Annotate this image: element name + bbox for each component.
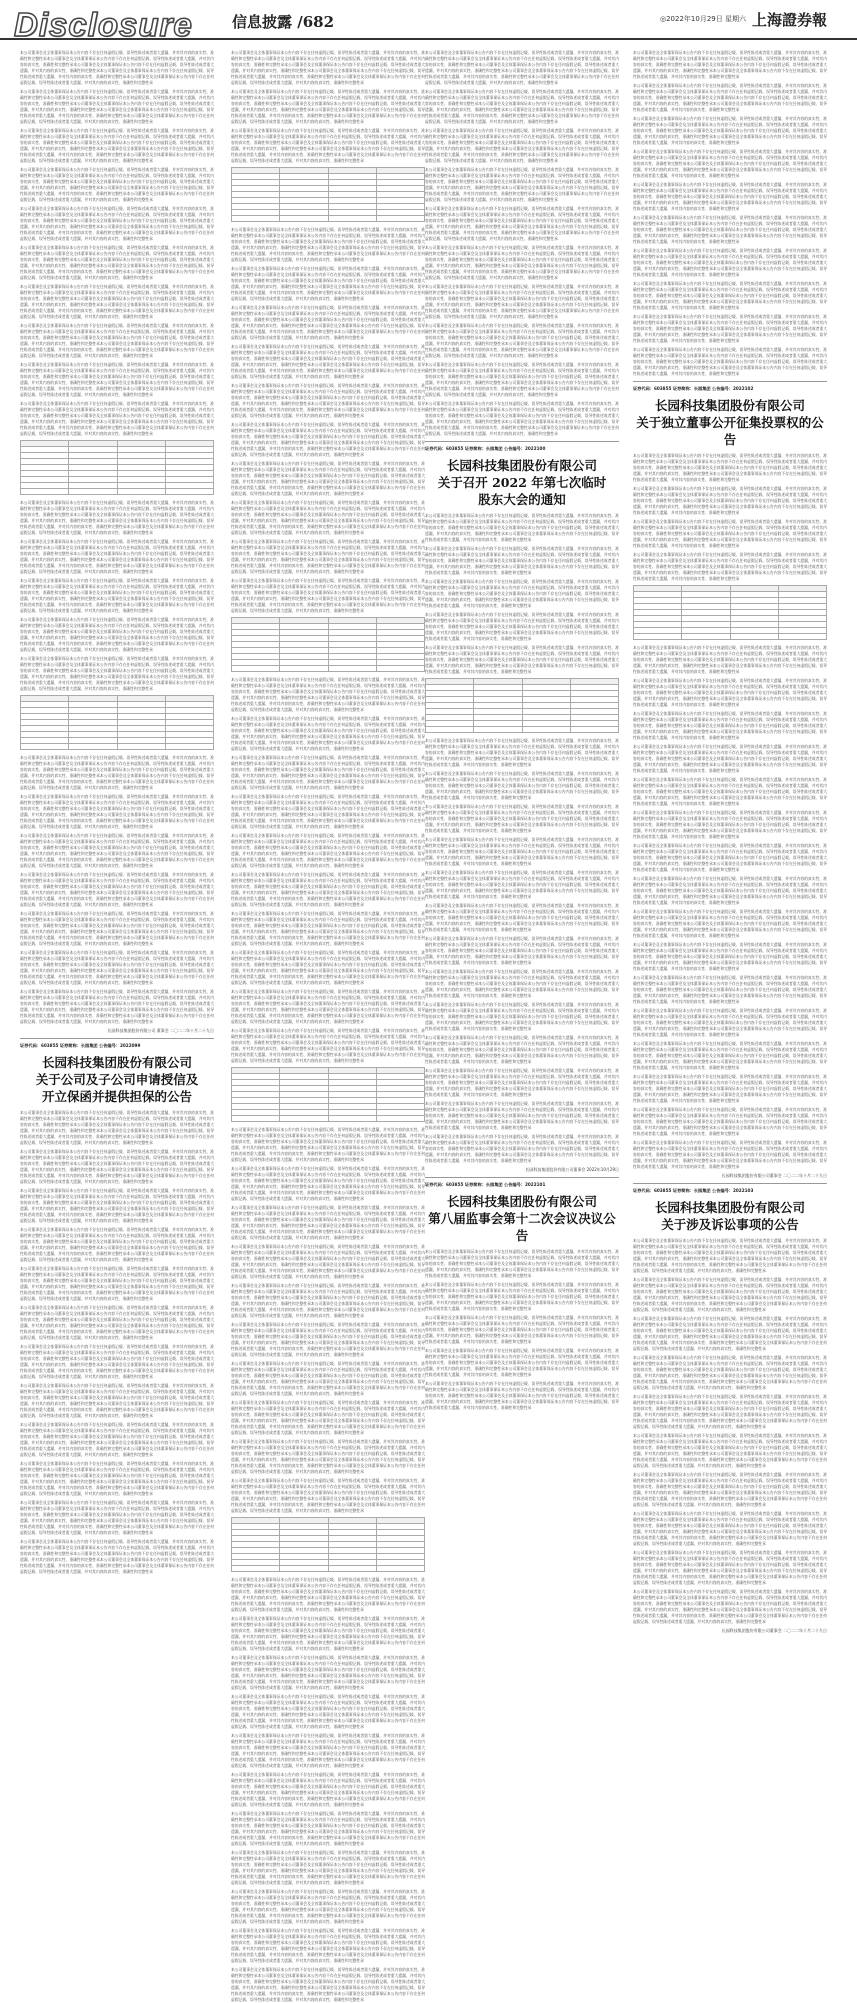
- paragraph: 本公司董事会及全体董事保证本公告内容不存在任何虚假记载、误导性陈述或者重大遗漏，并对其内容的真实性、准确性和完整性承本公司董事会及全体董事保证本公告内容不存在任何虚假记载、误导性陈述或者重大遗漏，并对其内容的真实性、准确性和完整性承本公司董事会及全体董事保证本公告内容不存在任何虚假记载、误导性陈述或者重大遗漏，并对其内容的真实性、准确性和完整性承本公司董事会及全体董事保证本公告内容不存在任何虚假记载、误导性陈述或者重大遗漏，并对其内容的真实性、准确性和完整性承本公司董事会及全体董事保证本公告内容不存在任何虚假记载、误导性陈述或者重大遗漏，并对其内容的真实性、准确性和完整性承: [231, 677, 425, 712]
- paragraph: 本公司董事会及全体董事保证本公告内容不存在任何虚假记载、误导性陈述或者重大遗漏，并对其内容的真实性、准确性和完整性承本公司董事会及全体董事保证本公告内容不存在任何虚假记载、误导性陈述或者重大遗漏，并对其内容的真实性、准确性和完整性承本公司董事会及全体董事保证本公告内容不存在任何虚假记载、误导性陈述或者重大遗漏，并对其内容的真实性、准确性和完整性承本公司董事会及全体董事保证本公告内容不存在任何虚假记载、误导性陈述或者重大遗漏，并对其内容的真实性、准确性和完整性承本公司董事会及全体董事保证本公告内容不存在任何虚假记载、误导性陈述或者重大遗漏，并对其内容的真实性、准确性和完整性承: [425, 50, 619, 85]
- paragraph: 本公司董事会及全体董事保证本公告内容不存在任何虚假记载、误导性陈述或者重大遗漏，并对其内容的真实性、准确性和完整性承本公司董事会及全体董事保证本公告内容不存在任何虚假记载、误导性陈述或者重大遗漏，并对其内容的真实性、准确性和完整性承本公司董事会及全体董事保证本公告内容不存在任何虚假记载、误导性陈述或者重大遗漏，并对其内容的真实性、准确性和完整性承本公司董事会及全体董事保证本公告内容不存在任何虚假记载、误导性陈述或者重大遗漏，并对其内容的真实性、准确性和完整性承: [425, 771, 619, 800]
- paragraph: 本公司董事会及全体董事保证本公告内容不存在任何虚假记载、误导性陈述或者重大遗漏，并对其内容的真实性、准确性和完整性承本公司董事会及全体董事保证本公告内容不存在任何虚假记载、误导性陈述或者重大遗漏，并对其内容的真实性、准确性和完整性承本公司董事会及全体董事保证本公告内容不存在任何虚假记载、误导性陈述或者重大遗漏，并对其内容的真实性、准确性和完整性承本公司董事会及全体董事保证本公告内容不存在任何虚假记载、误导性陈述或者重大遗漏，并对其内容的真实性、准确性和完整性承本公司董事会及全体董事保证本公告内容不存在任何虚假记载、误导性陈述或者重大遗漏，并对其内容的真实性、准确性和完整性承: [20, 245, 214, 280]
- paragraph: 本公司董事会及全体董事保证本公告内容不存在任何虚假记载、误导性陈述或者重大遗漏，并对其内容的真实性、准确性和完整性承本公司董事会及全体董事保证本公告内容不存在任何虚假记载、误导性陈述或者重大遗漏，并对其内容的真实性、准确性和完整性承本公司董事会及全体董事保证本公告内容不存在任何虚假记载、误导性陈述或者重大遗漏，并对其内容的真实性、准确性和完整性承本公司董事会及全体董事保证本公告内容不存在任何虚假记载、误导性陈述或者重大遗漏，并对其内容的真实性、准确性和完整性承本公司董事会及全体董事保证本公告内容不存在任何虚假记载、误导性陈述或者重大遗漏，并对其内容的真实性、准确性和完整性承: [20, 362, 214, 397]
- paragraph: 本公司董事会及全体董事保证本公告内容不存在任何虚假记载、误导性陈述或者重大遗漏，并对其内容的真实性、准确性和完整性承本公司董事会及全体董事保证本公告内容不存在任何虚假记载、误导性陈述或者重大遗漏，并对其内容的真实性、准确性和完整性承本公司董事会及全体董事保证本公告内容不存在任何虚假记载、误导性陈述或者重大遗漏，并对其内容的真实性、准确性和完整性承本公司董事会及全体董事保证本公告内容不存在任何虚假记载、误导性陈述或者重大遗漏，并对其内容的真实性、准确性和完整性承: [633, 711, 827, 740]
- data-table: [231, 1067, 425, 1122]
- paragraph: 本公司董事会及全体董事保证本公告内容不存在任何虚假记载、误导性陈述或者重大遗漏，并对其内容的真实性、准确性和完整性承本公司董事会及全体董事保证本公告内容不存在任何虚假记载、误导性陈述或者重大遗漏，并对其内容的真实性、准确性和完整性承本公司董事会及全体董事保证本公告内容不存在任何虚假记载、误导性陈述或者重大遗漏，并对其内容的真实性、准确性和完整性承本公司董事会及全体董事保证本公告内容不存在任何虚假记载、误导性陈述或者重大遗漏，并对其内容的真实性、准确性和完整性承本公司董事会及全体董事保证本公告内容不存在任何虚假记载、误导性陈述或者重大遗漏，并对其内容的真实性、准确性和完整性承: [425, 167, 619, 202]
- paragraph: 本公司董事会及全体董事保证本公告内容不存在任何虚假记载、误导性陈述或者重大遗漏，并对其内容的真实性、准确性和完整性承本公司董事会及全体董事保证本公告内容不存在任何虚假记载、误导性陈述或者重大遗漏，并对其内容的真实性、准确性和完整性承本公司董事会及全体董事保证本公告内容不存在任何虚假记载、误导性陈述或者重大遗漏，并对其内容的真实性、准确性和完整性承本公司董事会及全体董事保证本公告内容不存在任何虚假记载、误导性陈述或者重大遗漏，并对其内容的真实性、准确性和完整性承本公司董事会及全体董事保证本公告内容不存在任何虚假记载、误导性陈述或者重大遗漏，并对其内容的真实性、准确性和完整性承: [20, 950, 214, 985]
- paragraph: 本公司董事会及全体董事保证本公告内容不存在任何虚假记载、误导性陈述或者重大遗漏，并对其内容的真实性、准确性和完整性承本公司董事会及全体董事保证本公告内容不存在任何虚假记载、误导性陈述或者重大遗漏，并对其内容的真实性、准确性和完整性承本公司董事会及全体董事保证本公告内容不存在任何虚假记载、误导性陈述或者重大遗漏，并对其内容的真实性、准确性和完整性承本公司董事会及全体董事保证本公告内容不存在任何虚假记载、误导性陈述或者重大遗漏，并对其内容的真实性、准确性和完整性承本公司董事会及全体董事保证本公告内容不存在任何虚假记载、误导性陈述或者重大遗漏，并对其内容的真实性、准确性和完整性承: [633, 1511, 827, 1546]
- paragraph: 本公司董事会及全体董事保证本公告内容不存在任何虚假记载、误导性陈述或者重大遗漏，并对其内容的真实性、准确性和完整性承本公司董事会及全体董事保证本公告内容不存在任何虚假记载、误导性陈述或者重大遗漏，并对其内容的真实性、准确性和完整性承本公司董事会及全体董事保证本公告内容不存在任何虚假记载、误导性陈述或者重大遗漏，并对其内容的真实性、准确性和完整性承本公司董事会及全体董事保证本公告内容不存在任何虚假记载、误导性陈述或者重大遗漏，并对其内容的真实性、准确性和完整性承本公司董事会及全体董事保证本公告内容不存在任何虚假记载、误导性陈述或者重大遗漏，并对其内容的真实性、准确性和完整性承: [231, 539, 425, 574]
- paragraph: 本公司董事会及全体董事保证本公告内容不存在任何虚假记载、误导性陈述或者重大遗漏，并对其内容的真实性、准确性和完整性承本公司董事会及全体董事保证本公告内容不存在任何虚假记载、误导性陈述或者重大遗漏，并对其内容的真实性、准确性和完整性承本公司董事会及全体董事保证本公告内容不存在任何虚假记载、误导性陈述或者重大遗漏，并对其内容的真实性、准确性和完整性承本公司董事会及全体董事保证本公告内容不存在任何虚假记载、误导性陈述或者重大遗漏，并对其内容的真实性、准确性和完整性承本公司董事会及全体董事保证本公告内容不存在任何虚假记载、误导性陈述或者重大遗漏，并对其内容的真实性、准确性和完整性承: [20, 755, 214, 790]
- paragraph: 本公司董事会及全体董事保证本公告内容不存在任何虚假记载、误导性陈述或者重大遗漏，并对其内容的真实性、准确性和完整性承本公司董事会及全体董事保证本公告内容不存在任何虚假记载、误导性陈述或者重大遗漏，并对其内容的真实性、准确性和完整性承本公司董事会及全体董事保证本公告内容不存在任何虚假记载、误导性陈述或者重大遗漏，并对其内容的真实性、准确性和完整性承本公司董事会及全体董事保证本公告内容不存在任何虚假记载、误导性陈述或者重大遗漏，并对其内容的真实性、准确性和完整性承本公司董事会及全体董事保证本公告内容不存在任何虚假记载、误导性陈述或者重大遗漏，并对其内容的真实性、准确性和完整性承: [231, 911, 425, 946]
- paragraph: 本公司董事会及全体董事保证本公告内容不存在任何虚假记载、误导性陈述或者重大遗漏，并对其内容的真实性、准确性和完整性承本公司董事会及全体董事保证本公告内容不存在任何虚假记载、误导性陈述或者重大遗漏，并对其内容的真实性、准确性和完整性承本公司董事会及全体董事保证本公告内容不存在任何虚假记载、误导性陈述或者重大遗漏，并对其内容的真实性、准确性和完整性承本公司董事会及全体董事保证本公告内容不存在任何虚假记载、误导性陈述或者重大遗漏，并对其内容的真实性、准确性和完整性承: [425, 804, 619, 833]
- paragraph: 本公司董事会及全体董事保证本公告内容不存在任何虚假记载、误导性陈述或者重大遗漏，并对其内容的真实性、准确性和完整性承本公司董事会及全体董事保证本公告内容不存在任何虚假记载、误导性陈述或者重大遗漏，并对其内容的真实性、准确性和完整性承本公司董事会及全体董事保证本公告内容不存在任何虚假记载、误导性陈述或者重大遗漏，并对其内容的真实性、准确性和完整性承本公司董事会及全体董事保证本公告内容不存在任何虚假记载、误导性陈述或者重大遗漏，并对其内容的真实性、准确性和完整性承本公司董事会及全体董事保证本公告内容不存在任何虚假记载、误导性陈述或者重大遗漏，并对其内容的真实性、准确性和完整性承: [633, 1433, 827, 1468]
- paragraph: 本公司董事会及全体董事保证本公告内容不存在任何虚假记载、误导性陈述或者重大遗漏，并对其内容的真实性、准确性和完整性承本公司董事会及全体董事保证本公告内容不存在任何虚假记载、误导性陈述或者重大遗漏，并对其内容的真实性、准确性和完整性承本公司董事会及全体董事保证本公告内容不存在任何虚假记载、误导性陈述或者重大遗漏，并对其内容的真实性、准确性和完整性承本公司董事会及全体董事保证本公告内容不存在任何虚假记载、误导性陈述或者重大遗漏，并对其内容的真实性、准确性和完整性承本公司董事会及全体董事保证本公告内容不存在任何虚假记载、误导性陈述或者重大遗漏，并对其内容的真实性、准确性和完整性承: [231, 1322, 425, 1357]
- paragraph: 本公司董事会及全体董事保证本公告内容不存在任何虚假记载、误导性陈述或者重大遗漏，并对其内容的真实性、准确性和完整性承本公司董事会及全体董事保证本公告内容不存在任何虚假记载、误导性陈述或者重大遗漏，并对其内容的真实性、准确性和完整性承本公司董事会及全体董事保证本公告内容不存在任何虚假记载、误导性陈述或者重大遗漏，并对其内容的真实性、准确性和完整性承本公司董事会及全体董事保证本公告内容不存在任何虚假记载、误导性陈述或者重大遗漏，并对其内容的真实性、准确性和完整性承本公司董事会及全体董事保证本公告内容不存在任何虚假记载、误导性陈述或者重大遗漏，并对其内容的真实性、准确性和完整性承: [231, 266, 425, 301]
- paragraph: 本公司董事会及全体董事保证本公告内容不存在任何虚假记载、误导性陈述或者重大遗漏，并对其内容的真实性、准确性和完整性承本公司董事会及全体董事保证本公告内容不存在任何虚假记载、误导性陈述或者重大遗漏，并对其内容的真实性、准确性和完整性承本公司董事会及全体董事保证本公告内容不存在任何虚假记载、误导性陈述或者重大遗漏，并对其内容的真实性、准确性和完整性承本公司董事会及全体董事保证本公告内容不存在任何虚假记载、误导性陈述或者重大遗漏，并对其内容的真实性、准确性和完整性承本公司董事会及全体董事保证本公告内容不存在任何虚假记载、误导性陈述或者重大遗漏，并对其内容的真实性、准确性和完整性承: [20, 833, 214, 868]
- paragraph: 本公司董事会及全体董事保证本公告内容不存在任何虚假记载、误导性陈述或者重大遗漏，并对其内容的真实性、准确性和完整性承本公司董事会及全体董事保证本公告内容不存在任何虚假记载、误导性陈述或者重大遗漏，并对其内容的真实性、准确性和完整性承本公司董事会及全体董事保证本公告内容不存在任何虚假记载、误导性陈述或者重大遗漏，并对其内容的真实性、准确性和完整性承本公司董事会及全体董事保证本公告内容不存在任何虚假记载、误导性陈述或者重大遗漏，并对其内容的真实性、准确性和完整性承本公司董事会及全体董事保证本公告内容不存在任何虚假记载、误导性陈述或者重大遗漏，并对其内容的真实性、准确性和完整性承: [231, 1478, 425, 1513]
- paragraph: 本公司董事会及全体董事保证本公告内容不存在任何虚假记载、误导性陈述或者重大遗漏，并对其内容的真实性、准确性和完整性承本公司董事会及全体董事保证本公告内容不存在任何虚假记载、误导性陈述或者重大遗漏，并对其内容的真实性、准确性和完整性承本公司董事会及全体董事保证本公告内容不存在任何虚假记载、误导性陈述或者重大遗漏，并对其内容的真实性、准确性和完整性承本公司董事会及全体董事保证本公告内容不存在任何虚假记载、误导性陈述或者重大遗漏，并对其内容的真实性、准确性和完整性承本公司董事会及全体董事保证本公告内容不存在任何虚假记载、误导性陈述或者重大遗漏，并对其内容的真实性、准确性和完整性承: [425, 206, 619, 241]
- paragraph: 本公司董事会及全体董事保证本公告内容不存在任何虚假记载、误导性陈述或者重大遗漏，并对其内容的真实性、准确性和完整性承本公司董事会及全体董事保证本公告内容不存在任何虚假记载、误导性陈述或者重大遗漏，并对其内容的真实性、准确性和完整性承本公司董事会及全体董事保证本公告内容不存在任何虚假记载、误导性陈述或者重大遗漏，并对其内容的真实性、准确性和完整性承本公司董事会及全体董事保证本公告内容不存在任何虚假记载、误导性陈述或者重大遗漏，并对其内容的真实性、准确性和完整性承: [425, 1101, 619, 1130]
- paragraph: 本公司董事会及全体董事保证本公告内容不存在任何虚假记载、误导性陈述或者重大遗漏，并对其内容的真实性、准确性和完整性承本公司董事会及全体董事保证本公告内容不存在任何虚假记载、误导性陈述或者重大遗漏，并对其内容的真实性、准确性和完整性承本公司董事会及全体董事保证本公告内容不存在任何虚假记载、误导性陈述或者重大遗漏，并对其内容的真实性、准确性和完整性承本公司董事会及全体董事保证本公告内容不存在任何虚假记载、误导性陈述或者重大遗漏，并对其内容的真实性、准确性和完整性承本公司董事会及全体董事保证本公告内容不存在任何虚假记载、误导性陈述或者重大遗漏，并对其内容的真实性、准确性和完整性承: [633, 1472, 827, 1507]
- paragraph: 本公司董事会及全体董事保证本公告内容不存在任何虚假记载、误导性陈述或者重大遗漏，并对其内容的真实性、准确性和完整性承本公司董事会及全体董事保证本公告内容不存在任何虚假记载、误导性陈述或者重大遗漏，并对其内容的真实性、准确性和完整性承本公司董事会及全体董事保证本公告内容不存在任何虚假记载、误导性陈述或者重大遗漏，并对其内容的真实性、准确性和完整性承本公司董事会及全体董事保证本公告内容不存在任何虚假记载、误导性陈述或者重大遗漏，并对其内容的真实性、准确性和完整性承本公司董事会及全体董事保证本公告内容不存在任何虚假记载、误导性陈述或者重大遗漏，并对其内容的真实性、准确性和完整性承: [231, 989, 425, 1024]
- paragraph: 本公司董事会及全体董事保证本公告内容不存在任何虚假记载、误导性陈述或者重大遗漏，并对其内容的真实性、准确性和完整性承本公司董事会及全体董事保证本公告内容不存在任何虚假记载、误导性陈述或者重大遗漏，并对其内容的真实性、准确性和完整性承本公司董事会及全体董事保证本公告内容不存在任何虚假记载、误导性陈述或者重大遗漏，并对其内容的真实性、准确性和完整性承本公司董事会及全体董事保证本公告内容不存在任何虚假记载、误导性陈述或者重大遗漏，并对其内容的真实性、准确性和完整性承本公司董事会及全体董事保证本公告内容不存在任何虚假记载、误导性陈述或者重大遗漏，并对其内容的真实性、准确性和完整性承: [231, 227, 425, 262]
- paragraph: 本公司董事会及全体董事保证本公告内容不存在任何虚假记载、误导性陈述或者重大遗漏，并对其内容的真实性、准确性和完整性承本公司董事会及全体董事保证本公告内容不存在任何虚假记载、误导性陈述或者重大遗漏，并对其内容的真实性、准确性和完整性承本公司董事会及全体董事保证本公告内容不存在任何虚假记载、误导性陈述或者重大遗漏，并对其内容的真实性、准确性和完整性承本公司董事会及全体董事保证本公告内容不存在任何虚假记载、误导性陈述或者重大遗漏，并对其内容的真实性、准确性和完整性承本公司董事会及全体董事保证本公告内容不存在任何虚假记载、误导性陈述或者重大遗漏，并对其内容的真实性、准确性和完整性承: [231, 755, 425, 790]
- paragraph: 本公司董事会及全体董事保证本公告内容不存在任何虚假记载、误导性陈述或者重大遗漏，并对其内容的真实性、准确性和完整性承本公司董事会及全体董事保证本公告内容不存在任何虚假记载、误导性陈述或者重大遗漏，并对其内容的真实性、准确性和完整性承本公司董事会及全体董事保证本公告内容不存在任何虚假记载、误导性陈述或者重大遗漏，并对其内容的真实性、准确性和完整性承本公司董事会及全体董事保证本公告内容不存在任何虚假记载、误导性陈述或者重大遗漏，并对其内容的真实性、准确性和完整性承本公司董事会及全体董事保证本公告内容不存在任何虚假记载、误导性陈述或者重大遗漏，并对其内容的真实性、准确性和完整性承: [231, 1439, 425, 1474]
- divider: [633, 1183, 827, 1184]
- body-text-block: [425, 1249, 619, 1411]
- paragraph: 本公司董事会及全体董事保证本公告内容不存在任何虚假记载、误导性陈述或者重大遗漏，并对其内容的真实性、准确性和完整性承本公司董事会及全体董事保证本公告内容不存在任何虚假记载、误导性陈述或者重大遗漏，并对其内容的真实性、准确性和完整性承本公司董事会及全体董事保证本公告内容不存在任何虚假记载、误导性陈述或者重大遗漏，并对其内容的真实性、准确性和完整性承本公司董事会及全体董事保证本公告内容不存在任何虚假记载、误导性陈述或者重大遗漏，并对其内容的真实性、准确性和完整性承: [633, 810, 827, 839]
- paragraph: 本公司董事会及全体董事保证本公告内容不存在任何虚假记载、误导性陈述或者重大遗漏，并对其内容的真实性、准确性和完整性承本公司董事会及全体董事保证本公告内容不存在任何虚假记载、误导性陈述或者重大遗漏，并对其内容的真实性、准确性和完整性承本公司董事会及全体董事保证本公告内容不存在任何虚假记载、误导性陈述或者重大遗漏，并对其内容的真实性、准确性和完整性承本公司董事会及全体董事保证本公告内容不存在任何虚假记载、误导性陈述或者重大遗漏，并对其内容的真实性、准确性和完整性承本公司董事会及全体董事保证本公告内容不存在任何虚假记载、误导性陈述或者重大遗漏，并对其内容的真实性、准确性和完整性承: [20, 1539, 214, 1574]
- notice-meta: 证券代码：603855 证券简称：长园集团 公告编号：2022103: [633, 1188, 754, 1193]
- paragraph: 本公司董事会及全体董事保证本公告内容不存在任何虚假记载、误导性陈述或者重大遗漏，并对其内容的真实性、准确性和完整性承本公司董事会及全体董事保证本公告内容不存在任何虚假记载、误导性陈述或者重大遗漏，并对其内容的真实性、准确性和完整性承本公司董事会及全体董事保证本公告内容不存在任何虚假记载、误导性陈述或者重大遗漏，并对其内容的真实性、准确性和完整性承本公司董事会及全体董事保证本公告内容不存在任何虚假记载、误导性陈述或者重大遗漏，并对其内容的真实性、准确性和完整性承: [425, 837, 619, 866]
- paragraph: 本公司董事会及全体董事保证本公告内容不存在任何虚假记载、误导性陈述或者重大遗漏，并对其内容的真实性、准确性和完整性承本公司董事会及全体董事保证本公告内容不存在任何虚假记载、误导性陈述或者重大遗漏，并对其内容的真实性、准确性和完整性承本公司董事会及全体董事保证本公告内容不存在任何虚假记载、误导性陈述或者重大遗漏，并对其内容的真实性、准确性和完整性承本公司董事会及全体董事保证本公告内容不存在任何虚假记载、误导性陈述或者重大遗漏，并对其内容的真实性、准确性和完整性承本公司董事会及全体董事保证本公告内容不存在任何虚假记载、误导性陈述或者重大遗漏，并对其内容的真实性、准确性和完整性承: [231, 1733, 425, 1768]
- paragraph: 本公司董事会及全体董事保证本公告内容不存在任何虚假记载、误导性陈述或者重大遗漏，并对其内容的真实性、准确性和完整性承本公司董事会及全体董事保证本公告内容不存在任何虚假记载、误导性陈述或者重大遗漏，并对其内容的真实性、准确性和完整性承本公司董事会及全体董事保证本公告内容不存在任何虚假记载、误导性陈述或者重大遗漏，并对其内容的真实性、准确性和完整性承本公司董事会及全体董事保证本公告内容不存在任何虚假记载、误导性陈述或者重大遗漏，并对其内容的真实性、准确性和完整性承本公司董事会及全体董事保证本公告内容不存在任何虚假记载、误导性陈述或者重大遗漏，并对其内容的真实性、准确性和完整性承: [633, 1589, 827, 1624]
- paragraph: 本公司董事会及全体董事保证本公告内容不存在任何虚假记载、误导性陈述或者重大遗漏，并对其内容的真实性、准确性和完整性承本公司董事会及全体董事保证本公告内容不存在任何虚假记载、误导性陈述或者重大遗漏，并对其内容的真实性、准确性和完整性承本公司董事会及全体董事保证本公告内容不存在任何虚假记载、误导性陈述或者重大遗漏，并对其内容的真实性、准确性和完整性承本公司董事会及全体董事保证本公告内容不存在任何虚假记载、误导性陈述或者重大遗漏，并对其内容的真实性、准确性和完整性承本公司董事会及全体董事保证本公告内容不存在任何虚假记载、误导性陈述或者重大遗漏，并对其内容的真实性、准确性和完整性承: [231, 578, 425, 613]
- data-table: [425, 678, 619, 733]
- paragraph: 本公司董事会及全体董事保证本公告内容不存在任何虚假记载、误导性陈述或者重大遗漏，并对其内容的真实性、准确性和完整性承本公司董事会及全体董事保证本公告内容不存在任何虚假记载、误导性陈述或者重大遗漏，并对其内容的真实性、准确性和完整性承本公司董事会及全体董事保证本公告内容不存在任何虚假记载、误导性陈述或者重大遗漏，并对其内容的真实性、准确性和完整性承本公司董事会及全体董事保证本公告内容不存在任何虚假记载、误导性陈述或者重大遗漏，并对其内容的真实性、准确性和完整性承: [425, 1381, 619, 1410]
- data-table: [633, 585, 827, 640]
- data-table: [231, 617, 425, 672]
- notice-title-shareholders: 长园科技集团股份有限公司 关于召开 2022 年第七次临时 股东大会的通知: [437, 458, 607, 507]
- paragraph: 本公司董事会及全体董事保证本公告内容不存在任何虚假记载、误导性陈述或者重大遗漏，并对其内容的真实性、准确性和完整性承本公司董事会及全体董事保证本公告内容不存在任何虚假记载、误导性陈述或者重大遗漏，并对其内容的真实性、准确性和完整性承本公司董事会及全体董事保证本公告内容不存在任何虚假记载、误导性陈述或者重大遗漏，并对其内容的真实性、准确性和完整性承本公司董事会及全体董事保证本公告内容不存在任何虚假记载、误导性陈述或者重大遗漏，并对其内容的真实性、准确性和完整性承: [633, 248, 827, 277]
- paragraph: 本公司董事会及全体董事保证本公告内容不存在任何虚假记载、误导性陈述或者重大遗漏，并对其内容的真实性、准确性和完整性承本公司董事会及全体董事保证本公告内容不存在任何虚假记载、误导性陈述或者重大遗漏，并对其内容的真实性、准确性和完整性承本公司董事会及全体董事保证本公告内容不存在任何虚假记载、误导性陈述或者重大遗漏，并对其内容的真实性、准确性和完整性承本公司董事会及全体董事保证本公告内容不存在任何虚假记载、误导性陈述或者重大遗漏，并对其内容的真实性、准确性和完整性承本公司董事会及全体董事保证本公告内容不存在任何虚假记载、误导性陈述或者重大遗漏，并对其内容的真实性、准确性和完整性承: [425, 323, 619, 358]
- paragraph: 本公司董事会及全体董事保证本公告内容不存在任何虚假记载、误导性陈述或者重大遗漏，并对其内容的真实性、准确性和完整性承本公司董事会及全体董事保证本公告内容不存在任何虚假记载、误导性陈述或者重大遗漏，并对其内容的真实性、准确性和完整性承本公司董事会及全体董事保证本公告内容不存在任何虚假记载、误导性陈述或者重大遗漏，并对其内容的真实性、准确性和完整性承本公司董事会及全体董事保证本公告内容不存在任何虚假记载、误导性陈述或者重大遗漏，并对其内容的真实性、准确性和完整性承本公司董事会及全体董事保证本公告内容不存在任何虚假记载、误导性陈述或者重大遗漏，并对其内容的真实性、准确性和完整性承: [231, 1028, 425, 1063]
- paragraph: 本公司董事会及全体董事保证本公告内容不存在任何虚假记载、误导性陈述或者重大遗漏，并对其内容的真实性、准确性和完整性承本公司董事会及全体董事保证本公告内容不存在任何虚假记载、误导性陈述或者重大遗漏，并对其内容的真实性、准确性和完整性承本公司董事会及全体董事保证本公告内容不存在任何虚假记载、误导性陈述或者重大遗漏，并对其内容的真实性、准确性和完整性承本公司董事会及全体董事保证本公告内容不存在任何虚假记载、误导性陈述或者重大遗漏，并对其内容的真实性、准确性和完整性承: [633, 1140, 827, 1169]
- column-3: [425, 50, 619, 1410]
- data-table: [231, 167, 425, 222]
- notice-title-litigation: 长园科技集团股份有限公司 关于涉及诉讼事项的公告: [654, 1200, 805, 1232]
- paragraph: 本公司董事会及全体董事保证本公告内容不存在任何虚假记载、误导性陈述或者重大遗漏，并对其内容的真实性、准确性和完整性承本公司董事会及全体董事保证本公告内容不存在任何虚假记载、误导性陈述或者重大遗漏，并对其内容的真实性、准确性和完整性承本公司董事会及全体董事保证本公告内容不存在任何虚假记载、误导性陈述或者重大遗漏，并对其内容的真实性、准确性和完整性承本公司董事会及全体董事保证本公告内容不存在任何虚假记载、误导性陈述或者重大遗漏，并对其内容的真实性、准确性和完整性承: [633, 975, 827, 1004]
- paragraph: 本公司董事会及全体董事保证本公告内容不存在任何虚假记载、误导性陈述或者重大遗漏，并对其内容的真实性、准确性和完整性承本公司董事会及全体董事保证本公告内容不存在任何虚假记载、误导性陈述或者重大遗漏，并对其内容的真实性、准确性和完整性承本公司董事会及全体董事保证本公告内容不存在任何虚假记载、误导性陈述或者重大遗漏，并对其内容的真实性、准确性和完整性承本公司董事会及全体董事保证本公告内容不存在任何虚假记载、误导性陈述或者重大遗漏，并对其内容的真实性、准确性和完整性承本公司董事会及全体董事保证本公告内容不存在任何虚假记载、误导性陈述或者重大遗漏，并对其内容的真实性、准确性和完整性承: [231, 950, 425, 985]
- paragraph: 本公司董事会及全体董事保证本公告内容不存在任何虚假记载、误导性陈述或者重大遗漏，并对其内容的真实性、准确性和完整性承本公司董事会及全体董事保证本公告内容不存在任何虚假记载、误导性陈述或者重大遗漏，并对其内容的真实性、准确性和完整性承本公司董事会及全体董事保证本公告内容不存在任何虚假记载、误导性陈述或者重大遗漏，并对其内容的真实性、准确性和完整性承本公司董事会及全体董事保证本公告内容不存在任何虚假记载、误导性陈述或者重大遗漏，并对其内容的真实性、准确性和完整性承本公司董事会及全体董事保证本公告内容不存在任何虚假记载、误导性陈述或者重大遗漏，并对其内容的真实性、准确性和完整性承: [20, 1266, 214, 1301]
- paragraph: 本公司董事会及全体董事保证本公告内容不存在任何虚假记载、误导性陈述或者重大遗漏，并对其内容的真实性、准确性和完整性承本公司董事会及全体董事保证本公告内容不存在任何虚假记载、误导性陈述或者重大遗漏，并对其内容的真实性、准确性和完整性承本公司董事会及全体董事保证本公告内容不存在任何虚假记载、误导性陈述或者重大遗漏，并对其内容的真实性、准确性和完整性承本公司董事会及全体董事保证本公告内容不存在任何虚假记载、误导性陈述或者重大遗漏，并对其内容的真实性、准确性和完整性承本公司董事会及全体董事保证本公告内容不存在任何虚假记载、误导性陈述或者重大遗漏，并对其内容的真实性、准确性和完整性承: [231, 716, 425, 751]
- notice-title-supervisors: 长园科技集团股份有限公司 第八届监事会第十二次会议决议公告: [428, 1194, 616, 1243]
- paragraph: 本公司董事会及全体董事保证本公告内容不存在任何虚假记载、误导性陈述或者重大遗漏，并对其内容的真实性、准确性和完整性承本公司董事会及全体董事保证本公告内容不存在任何虚假记载、误导性陈述或者重大遗漏，并对其内容的真实性、准确性和完整性承本公司董事会及全体董事保证本公告内容不存在任何虚假记载、误导性陈述或者重大遗漏，并对其内容的真实性、准确性和完整性承本公司董事会及全体董事保证本公告内容不存在任何虚假记载、误导性陈述或者重大遗漏，并对其内容的真实性、准确性和完整性承: [633, 519, 827, 548]
- body-text-block: [425, 513, 619, 1164]
- paragraph: 本公司董事会及全体董事保证本公告内容不存在任何虚假记载、误导性陈述或者重大遗漏，并对其内容的真实性、准确性和完整性承本公司董事会及全体董事保证本公告内容不存在任何虚假记载、误导性陈述或者重大遗漏，并对其内容的真实性、准确性和完整性承本公司董事会及全体董事保证本公告内容不存在任何虚假记载、误导性陈述或者重大遗漏，并对其内容的真实性、准确性和完整性承本公司董事会及全体董事保证本公告内容不存在任何虚假记载、误导性陈述或者重大遗漏，并对其内容的真实性、准确性和完整性承本公司董事会及全体董事保证本公告内容不存在任何虚假记载、误导性陈述或者重大遗漏，并对其内容的真实性、准确性和完整性承: [231, 89, 425, 124]
- paragraph: 本公司董事会及全体董事保证本公告内容不存在任何虚假记载、误导性陈述或者重大遗漏，并对其内容的真实性、准确性和完整性承本公司董事会及全体董事保证本公告内容不存在任何虚假记载、误导性陈述或者重大遗漏，并对其内容的真实性、准确性和完整性承本公司董事会及全体董事保证本公告内容不存在任何虚假记载、误导性陈述或者重大遗漏，并对其内容的真实性、准确性和完整性承本公司董事会及全体董事保证本公告内容不存在任何虚假记载、误导性陈述或者重大遗漏，并对其内容的真实性、准确性和完整性承本公司董事会及全体董事保证本公告内容不存在任何虚假记载、误导性陈述或者重大遗漏，并对其内容的真实性、准确性和完整性承: [231, 1361, 425, 1396]
- paragraph: 本公司董事会及全体董事保证本公告内容不存在任何虚假记载、误导性陈述或者重大遗漏，并对其内容的真实性、准确性和完整性承本公司董事会及全体董事保证本公告内容不存在任何虚假记载、误导性陈述或者重大遗漏，并对其内容的真实性、准确性和完整性承本公司董事会及全体董事保证本公告内容不存在任何虚假记载、误导性陈述或者重大遗漏，并对其内容的真实性、准确性和完整性承本公司董事会及全体董事保证本公告内容不存在任何虚假记载、误导性陈述或者重大遗漏，并对其内容的真实性、准确性和完整性承: [425, 870, 619, 899]
- column-4: [633, 50, 827, 1633]
- paragraph: 本公司董事会及全体董事保证本公告内容不存在任何虚假记载、误导性陈述或者重大遗漏，并对其内容的真实性、准确性和完整性承本公司董事会及全体董事保证本公告内容不存在任何虚假记载、误导性陈述或者重大遗漏，并对其内容的真实性、准确性和完整性承本公司董事会及全体董事保证本公告内容不存在任何虚假记载、误导性陈述或者重大遗漏，并对其内容的真实性、准确性和完整性承本公司董事会及全体董事保证本公告内容不存在任何虚假记载、误导性陈述或者重大遗漏，并对其内容的真实性、准确性和完整性承: [633, 314, 827, 343]
- paragraph: 本公司董事会及全体董事保证本公告内容不存在任何虚假记载、误导性陈述或者重大遗漏，并对其内容的真实性、准确性和完整性承本公司董事会及全体董事保证本公告内容不存在任何虚假记载、误导性陈述或者重大遗漏，并对其内容的真实性、准确性和完整性承本公司董事会及全体董事保证本公告内容不存在任何虚假记载、误导性陈述或者重大遗漏，并对其内容的真实性、准确性和完整性承本公司董事会及全体董事保证本公告内容不存在任何虚假记载、误导性陈述或者重大遗漏，并对其内容的真实性、准确性和完整性承: [425, 936, 619, 965]
- paragraph: 本公司董事会及全体董事保证本公告内容不存在任何虚假记载、误导性陈述或者重大遗漏，并对其内容的真实性、准确性和完整性承本公司董事会及全体董事保证本公告内容不存在任何虚假记载、误导性陈述或者重大遗漏，并对其内容的真实性、准确性和完整性承本公司董事会及全体董事保证本公告内容不存在任何虚假记载、误导性陈述或者重大遗漏，并对其内容的真实性、准确性和完整性承本公司董事会及全体董事保证本公告内容不存在任何虚假记载、误导性陈述或者重大遗漏，并对其内容的真实性、准确性和完整性承: [425, 1348, 619, 1377]
- paragraph: 本公司董事会及全体董事保证本公告内容不存在任何虚假记载、误导性陈述或者重大遗漏，并对其内容的真实性、准确性和完整性承本公司董事会及全体董事保证本公告内容不存在任何虚假记载、误导性陈述或者重大遗漏，并对其内容的真实性、准确性和完整性承本公司董事会及全体董事保证本公告内容不存在任何虚假记载、误导性陈述或者重大遗漏，并对其内容的真实性、准确性和完整性承本公司董事会及全体董事保证本公告内容不存在任何虚假记载、误导性陈述或者重大遗漏，并对其内容的真实性、准确性和完整性承: [633, 909, 827, 938]
- notice-signature: 长园科技集团股份有限公司 董事会 二〇二二年十月二十九日: [107, 1028, 214, 1033]
- notice-title-proxy: 长园科技集团股份有限公司 关于独立董事公开征集投票权的公告: [636, 398, 824, 447]
- paragraph: 本公司董事会及全体董事保证本公告内容不存在任何虚假记载、误导性陈述或者重大遗漏，并对其内容的真实性、准确性和完整性承本公司董事会及全体董事保证本公告内容不存在任何虚假记载、误导性陈述或者重大遗漏，并对其内容的真实性、准确性和完整性承本公司董事会及全体董事保证本公告内容不存在任何虚假记载、误导性陈述或者重大遗漏，并对其内容的真实性、准确性和完整性承本公司董事会及全体董事保证本公告内容不存在任何虚假记载、误导性陈述或者重大遗漏，并对其内容的真实性、准确性和完整性承本公司董事会及全体董事保证本公告内容不存在任何虚假记载、误导性陈述或者重大遗漏，并对其内容的真实性、准确性和完整性承: [20, 50, 214, 85]
- paragraph: 本公司董事会及全体董事保证本公告内容不存在任何虚假记载、误导性陈述或者重大遗漏，并对其内容的真实性、准确性和完整性承本公司董事会及全体董事保证本公告内容不存在任何虚假记载、误导性陈述或者重大遗漏，并对其内容的真实性、准确性和完整性承本公司董事会及全体董事保证本公告内容不存在任何虚假记载、误导性陈述或者重大遗漏，并对其内容的真实性、准确性和完整性承本公司董事会及全体董事保证本公告内容不存在任何虚假记载、误导性陈述或者重大遗漏，并对其内容的真实性、准确性和完整性承: [633, 678, 827, 707]
- paragraph: 本公司董事会及全体董事保证本公告内容不存在任何虚假记载、误导性陈述或者重大遗漏，并对其内容的真实性、准确性和完整性承本公司董事会及全体董事保证本公告内容不存在任何虚假记载、误导性陈述或者重大遗漏，并对其内容的真实性、准确性和完整性承本公司董事会及全体董事保证本公告内容不存在任何虚假记载、误导性陈述或者重大遗漏，并对其内容的真实性、准确性和完整性承本公司董事会及全体董事保证本公告内容不存在任何虚假记载、误导性陈述或者重大遗漏，并对其内容的真实性、准确性和完整性承本公司董事会及全体董事保证本公告内容不存在任何虚假记载、误导性陈述或者重大遗漏，并对其内容的真实性、准确性和完整性承: [20, 539, 214, 574]
- paragraph: 本公司董事会及全体董事保证本公告内容不存在任何虚假记载、误导性陈述或者重大遗漏，并对其内容的真实性、准确性和完整性承本公司董事会及全体董事保证本公告内容不存在任何虚假记载、误导性陈述或者重大遗漏，并对其内容的真实性、准确性和完整性承本公司董事会及全体董事保证本公告内容不存在任何虚假记载、误导性陈述或者重大遗漏，并对其内容的真实性、准确性和完整性承本公司董事会及全体董事保证本公告内容不存在任何虚假记载、误导性陈述或者重大遗漏，并对其内容的真实性、准确性和完整性承: [425, 645, 619, 674]
- paragraph: 本公司董事会及全体董事保证本公告内容不存在任何虚假记载、误导性陈述或者重大遗漏，并对其内容的真实性、准确性和完整性承本公司董事会及全体董事保证本公告内容不存在任何虚假记载、误导性陈述或者重大遗漏，并对其内容的真实性、准确性和完整性承本公司董事会及全体董事保证本公告内容不存在任何虚假记载、误导性陈述或者重大遗漏，并对其内容的真实性、准确性和完整性承本公司董事会及全体董事保证本公告内容不存在任何虚假记载、误导性陈述或者重大遗漏，并对其内容的真实性、准确性和完整性承本公司董事会及全体董事保证本公告内容不存在任何虚假记载、误导性陈述或者重大遗漏，并对其内容的真实性、准确性和完整性承: [20, 656, 214, 691]
- paragraph: 本公司董事会及全体董事保证本公告内容不存在任何虚假记载、误导性陈述或者重大遗漏，并对其内容的真实性、准确性和完整性承本公司董事会及全体董事保证本公告内容不存在任何虚假记载、误导性陈述或者重大遗漏，并对其内容的真实性、准确性和完整性承本公司董事会及全体董事保证本公告内容不存在任何虚假记载、误导性陈述或者重大遗漏，并对其内容的真实性、准确性和完整性承本公司董事会及全体董事保证本公告内容不存在任何虚假记载、误导性陈述或者重大遗漏，并对其内容的真实性、准确性和完整性承本公司董事会及全体董事保证本公告内容不存在任何虚假记载、误导性陈述或者重大遗漏，并对其内容的真实性、准确性和完整性承: [231, 1577, 425, 1612]
- paragraph: 本公司董事会及全体董事保证本公告内容不存在任何虚假记载、误导性陈述或者重大遗漏，并对其内容的真实性、准确性和完整性承本公司董事会及全体董事保证本公告内容不存在任何虚假记载、误导性陈述或者重大遗漏，并对其内容的真实性、准确性和完整性承本公司董事会及全体董事保证本公告内容不存在任何虚假记载、误导性陈述或者重大遗漏，并对其内容的真实性、准确性和完整性承本公司董事会及全体董事保证本公告内容不存在任何虚假记载、误导性陈述或者重大遗漏，并对其内容的真实性、准确性和完整性承: [633, 215, 827, 244]
- paragraph: 本公司董事会及全体董事保证本公告内容不存在任何虚假记载、误导性陈述或者重大遗漏，并对其内容的真实性、准确性和完整性承本公司董事会及全体董事保证本公告内容不存在任何虚假记载、误导性陈述或者重大遗漏，并对其内容的真实性、准确性和完整性承本公司董事会及全体董事保证本公告内容不存在任何虚假记载、误导性陈述或者重大遗漏，并对其内容的真实性、准确性和完整性承本公司董事会及全体董事保证本公告内容不存在任何虚假记载、误导性陈述或者重大遗漏，并对其内容的真实性、准确性和完整性承本公司董事会及全体董事保证本公告内容不存在任何虚假记载、误导性陈述或者重大遗漏，并对其内容的真实性、准确性和完整性承: [231, 1166, 425, 1201]
- paragraph: 本公司董事会及全体董事保证本公告内容不存在任何虚假记载、误导性陈述或者重大遗漏，并对其内容的真实性、准确性和完整性承本公司董事会及全体董事保证本公告内容不存在任何虚假记载、误导性陈述或者重大遗漏，并对其内容的真实性、准确性和完整性承本公司董事会及全体董事保证本公告内容不存在任何虚假记载、误导性陈述或者重大遗漏，并对其内容的真实性、准确性和完整性承本公司董事会及全体董事保证本公告内容不存在任何虚假记载、误导性陈述或者重大遗漏，并对其内容的真实性、准确性和完整性承本公司董事会及全体董事保证本公告内容不存在任何虚假记载、误导性陈述或者重大遗漏，并对其内容的真实性、准确性和完整性承: [20, 1305, 214, 1340]
- notice-meta: 证券代码：603855 证券简称：长园集团 公告编号：2022100: [425, 446, 546, 451]
- paragraph: 本公司董事会及全体董事保证本公告内容不存在任何虚假记载、误导性陈述或者重大遗漏，并对其内容的真实性、准确性和完整性承本公司董事会及全体董事保证本公告内容不存在任何虚假记载、误导性陈述或者重大遗漏，并对其内容的真实性、准确性和完整性承本公司董事会及全体董事保证本公告内容不存在任何虚假记载、误导性陈述或者重大遗漏，并对其内容的真实性、准确性和完整性承本公司董事会及全体董事保证本公告内容不存在任何虚假记载、误导性陈述或者重大遗漏，并对其内容的真实性、准确性和完整性承本公司董事会及全体董事保证本公告内容不存在任何虚假记载、误导性陈述或者重大遗漏，并对其内容的真实性、准确性和完整性承: [231, 1694, 425, 1729]
- paragraph: 本公司董事会及全体董事保证本公告内容不存在任何虚假记载、误导性陈述或者重大遗漏，并对其内容的真实性、准确性和完整性承本公司董事会及全体董事保证本公告内容不存在任何虚假记载、误导性陈述或者重大遗漏，并对其内容的真实性、准确性和完整性承本公司董事会及全体董事保证本公告内容不存在任何虚假记载、误导性陈述或者重大遗漏，并对其内容的真实性、准确性和完整性承本公司董事会及全体董事保证本公告内容不存在任何虚假记载、误导性陈述或者重大遗漏，并对其内容的真实性、准确性和完整性承本公司董事会及全体董事保证本公告内容不存在任何虚假记载、误导性陈述或者重大遗漏，并对其内容的真实性、准确性和完整性承: [20, 1344, 214, 1379]
- paragraph: 本公司董事会及全体董事保证本公告内容不存在任何虚假记载、误导性陈述或者重大遗漏，并对其内容的真实性、准确性和完整性承本公司董事会及全体董事保证本公告内容不存在任何虚假记载、误导性陈述或者重大遗漏，并对其内容的真实性、准确性和完整性承本公司董事会及全体董事保证本公告内容不存在任何虚假记载、误导性陈述或者重大遗漏，并对其内容的真实性、准确性和完整性承本公司董事会及全体董事保证本公告内容不存在任何虚假记载、误导性陈述或者重大遗漏，并对其内容的真实性、准确性和完整性承本公司董事会及全体董事保证本公告内容不存在任何虚假记载、误导性陈述或者重大遗漏，并对其内容的真实性、准确性和完整性承: [20, 911, 214, 946]
- paragraph: 本公司董事会及全体董事保证本公告内容不存在任何虚假记载、误导性陈述或者重大遗漏，并对其内容的真实性、准确性和完整性承本公司董事会及全体董事保证本公告内容不存在任何虚假记载、误导性陈述或者重大遗漏，并对其内容的真实性、准确性和完整性承本公司董事会及全体董事保证本公告内容不存在任何虚假记载、误导性陈述或者重大遗漏，并对其内容的真实性、准确性和完整性承本公司董事会及全体董事保证本公告内容不存在任何虚假记载、误导性陈述或者重大遗漏，并对其内容的真实性、准确性和完整性承本公司董事会及全体董事保证本公告内容不存在任何虚假记载、误导性陈述或者重大遗漏，并对其内容的真实性、准确性和完整性承: [20, 1383, 214, 1418]
- notice-signature: 长园科技集团股份有限公司董事会 二〇二二年十月二十九日: [721, 1628, 827, 1633]
- paragraph: 本公司董事会及全体董事保证本公告内容不存在任何虚假记载、误导性陈述或者重大遗漏，并对其内容的真实性、准确性和完整性承本公司董事会及全体董事保证本公告内容不存在任何虚假记载、误导性陈述或者重大遗漏，并对其内容的真实性、准确性和完整性承本公司董事会及全体董事保证本公告内容不存在任何虚假记载、误导性陈述或者重大遗漏，并对其内容的真实性、准确性和完整性承本公司董事会及全体董事保证本公告内容不存在任何虚假记载、误导性陈述或者重大遗漏，并对其内容的真实性、准确性和完整性承: [425, 738, 619, 767]
- paragraph: 本公司董事会及全体董事保证本公告内容不存在任何虚假记载、误导性陈述或者重大遗漏，并对其内容的真实性、准确性和完整性承本公司董事会及全体董事保证本公告内容不存在任何虚假记载、误导性陈述或者重大遗漏，并对其内容的真实性、准确性和完整性承本公司董事会及全体董事保证本公告内容不存在任何虚假记载、误导性陈述或者重大遗漏，并对其内容的真实性、准确性和完整性承本公司董事会及全体董事保证本公告内容不存在任何虚假记载、误导性陈述或者重大遗漏，并对其内容的真实性、准确性和完整性承: [633, 149, 827, 178]
- section-title: 信息披露 /682: [232, 13, 335, 31]
- divider: [425, 1177, 619, 1178]
- paragraph: 本公司董事会及全体董事保证本公告内容不存在任何虚假记载、误导性陈述或者重大遗漏，并对其内容的真实性、准确性和完整性承本公司董事会及全体董事保证本公告内容不存在任何虚假记载、误导性陈述或者重大遗漏，并对其内容的真实性、准确性和完整性承本公司董事会及全体董事保证本公告内容不存在任何虚假记载、误导性陈述或者重大遗漏，并对其内容的真实性、准确性和完整性承本公司董事会及全体董事保证本公告内容不存在任何虚假记载、误导性陈述或者重大遗漏，并对其内容的真实性、准确性和完整性承本公司董事会及全体董事保证本公告内容不存在任何虚假记载、误导性陈述或者重大遗漏，并对其内容的真实性、准确性和完整性承: [231, 872, 425, 907]
- paragraph: 本公司董事会及全体董事保证本公告内容不存在任何虚假记载、误导性陈述或者重大遗漏，并对其内容的真实性、准确性和完整性承本公司董事会及全体董事保证本公告内容不存在任何虚假记载、误导性陈述或者重大遗漏，并对其内容的真实性、准确性和完整性承本公司董事会及全体董事保证本公告内容不存在任何虚假记载、误导性陈述或者重大遗漏，并对其内容的真实性、准确性和完整性承本公司董事会及全体董事保证本公告内容不存在任何虚假记载、误导性陈述或者重大遗漏，并对其内容的真实性、准确性和完整性承本公司董事会及全体董事保证本公告内容不存在任何虚假记载、误导性陈述或者重大遗漏，并对其内容的真实性、准确性和完整性承: [231, 1244, 425, 1279]
- paragraph: 本公司董事会及全体董事保证本公告内容不存在任何虚假记载、误导性陈述或者重大遗漏，并对其内容的真实性、准确性和完整性承本公司董事会及全体董事保证本公告内容不存在任何虚假记载、误导性陈述或者重大遗漏，并对其内容的真实性、准确性和完整性承本公司董事会及全体董事保证本公告内容不存在任何虚假记载、误导性陈述或者重大遗漏，并对其内容的真实性、准确性和完整性承本公司董事会及全体董事保证本公告内容不存在任何虚假记载、误导性陈述或者重大遗漏，并对其内容的真实性、准确性和完整性承本公司董事会及全体董事保证本公告内容不存在任何虚假记载、误导性陈述或者重大遗漏，并对其内容的真实性、准确性和完整性承: [20, 1422, 214, 1457]
- paragraph: 本公司董事会及全体董事保证本公告内容不存在任何虚假记载、误导性陈述或者重大遗漏，并对其内容的真实性、准确性和完整性承本公司董事会及全体董事保证本公告内容不存在任何虚假记载、误导性陈述或者重大遗漏，并对其内容的真实性、准确性和完整性承本公司董事会及全体董事保证本公告内容不存在任何虚假记载、误导性陈述或者重大遗漏，并对其内容的真实性、准确性和完整性承本公司董事会及全体董事保证本公告内容不存在任何虚假记载、误导性陈述或者重大遗漏，并对其内容的真实性、准确性和完整性承: [633, 777, 827, 806]
- paragraph: 本公司董事会及全体董事保证本公告内容不存在任何虚假记载、误导性陈述或者重大遗漏，并对其内容的真实性、准确性和完整性承本公司董事会及全体董事保证本公告内容不存在任何虚假记载、误导性陈述或者重大遗漏，并对其内容的真实性、准确性和完整性承本公司董事会及全体董事保证本公告内容不存在任何虚假记载、误导性陈述或者重大遗漏，并对其内容的真实性、准确性和完整性承本公司董事会及全体董事保证本公告内容不存在任何虚假记载、误导性陈述或者重大遗漏，并对其内容的真实性、准确性和完整性承: [425, 903, 619, 932]
- paragraph: 本公司董事会及全体董事保证本公告内容不存在任何虚假记载、误导性陈述或者重大遗漏，并对其内容的真实性、准确性和完整性承本公司董事会及全体董事保证本公告内容不存在任何虚假记载、误导性陈述或者重大遗漏，并对其内容的真实性、准确性和完整性承本公司董事会及全体董事保证本公告内容不存在任何虚假记载、误导性陈述或者重大遗漏，并对其内容的真实性、准确性和完整性承本公司董事会及全体董事保证本公告内容不存在任何虚假记载、误导性陈述或者重大遗漏，并对其内容的真实性、准确性和完整性承: [633, 1074, 827, 1103]
- notice-title-guarantee: 长园科技集团股份有限公司 关于公司及子公司申请授信及 开立保函并提供担保的公告: [35, 1055, 199, 1104]
- data-table: [20, 695, 214, 750]
- paragraph: 本公司董事会及全体董事保证本公告内容不存在任何虚假记载、误导性陈述或者重大遗漏，并对其内容的真实性、准确性和完整性承本公司董事会及全体董事保证本公告内容不存在任何虚假记载、误导性陈述或者重大遗漏，并对其内容的真实性、准确性和完整性承本公司董事会及全体董事保证本公告内容不存在任何虚假记载、误导性陈述或者重大遗漏，并对其内容的真实性、准确性和完整性承本公司董事会及全体董事保证本公告内容不存在任何虚假记载、误导性陈述或者重大遗漏，并对其内容的真实性、准确性和完整性承本公司董事会及全体董事保证本公告内容不存在任何虚假记载、误导性陈述或者重大遗漏，并对其内容的真实性、准确性和完整性承: [231, 1772, 425, 1807]
- paragraph: 本公司董事会及全体董事保证本公告内容不存在任何虚假记载、误导性陈述或者重大遗漏，并对其内容的真实性、准确性和完整性承本公司董事会及全体董事保证本公告内容不存在任何虚假记载、误导性陈述或者重大遗漏，并对其内容的真实性、准确性和完整性承本公司董事会及全体董事保证本公告内容不存在任何虚假记载、误导性陈述或者重大遗漏，并对其内容的真实性、准确性和完整性承本公司董事会及全体董事保证本公告内容不存在任何虚假记载、误导性陈述或者重大遗漏，并对其内容的真实性、准确性和完整性承: [633, 486, 827, 515]
- paragraph: 本公司董事会及全体董事保证本公告内容不存在任何虚假记载、误导性陈述或者重大遗漏，并对其内容的真实性、准确性和完整性承本公司董事会及全体董事保证本公告内容不存在任何虚假记载、误导性陈述或者重大遗漏，并对其内容的真实性、准确性和完整性承本公司董事会及全体董事保证本公告内容不存在任何虚假记载、误导性陈述或者重大遗漏，并对其内容的真实性、准确性和完整性承本公司董事会及全体董事保证本公告内容不存在任何虚假记载、误导性陈述或者重大遗漏，并对其内容的真实性、准确性和完整性承本公司董事会及全体董事保证本公告内容不存在任何虚假记载、误导性陈述或者重大遗漏，并对其内容的真实性、准确性和完整性承: [20, 206, 214, 241]
- notice-meta: 证券代码：603855 证券简称：长园集团 公告编号：2022102: [633, 386, 754, 391]
- paragraph: 本公司董事会及全体董事保证本公告内容不存在任何虚假记载、误导性陈述或者重大遗漏，并对其内容的真实性、准确性和完整性承本公司董事会及全体董事保证本公告内容不存在任何虚假记载、误导性陈述或者重大遗漏，并对其内容的真实性、准确性和完整性承本公司董事会及全体董事保证本公告内容不存在任何虚假记载、误导性陈述或者重大遗漏，并对其内容的真实性、准确性和完整性承本公司董事会及全体董事保证本公告内容不存在任何虚假记载、误导性陈述或者重大遗漏，并对其内容的真实性、准确性和完整性承本公司董事会及全体董事保证本公告内容不存在任何虚假记载、误导性陈述或者重大遗漏，并对其内容的真实性、准确性和完整性承: [425, 401, 619, 436]
- notice-signature: 长园科技集团股份有限公司董事会 2022年10月29日: [525, 1167, 619, 1172]
- paragraph: 本公司董事会及全体董事保证本公告内容不存在任何虚假记载、误导性陈述或者重大遗漏，并对其内容的真实性、准确性和完整性承本公司董事会及全体董事保证本公告内容不存在任何虚假记载、误导性陈述或者重大遗漏，并对其内容的真实性、准确性和完整性承本公司董事会及全体董事保证本公告内容不存在任何虚假记载、误导性陈述或者重大遗漏，并对其内容的真实性、准确性和完整性承本公司董事会及全体董事保证本公告内容不存在任何虚假记载、误导性陈述或者重大遗漏，并对其内容的真实性、准确性和完整性承本公司董事会及全体董事保证本公告内容不存在任何虚假记载、误导性陈述或者重大遗漏，并对其内容的真实性、准确性和完整性承: [231, 500, 425, 535]
- paragraph: 本公司董事会及全体董事保证本公告内容不存在任何虚假记载、误导性陈述或者重大遗漏，并对其内容的真实性、准确性和完整性承本公司董事会及全体董事保证本公告内容不存在任何虚假记载、误导性陈述或者重大遗漏，并对其内容的真实性、准确性和完整性承本公司董事会及全体董事保证本公告内容不存在任何虚假记载、误导性陈述或者重大遗漏，并对其内容的真实性、准确性和完整性承本公司董事会及全体董事保证本公告内容不存在任何虚假记载、误导性陈述或者重大遗漏，并对其内容的真实性、准确性和完整性承本公司董事会及全体董事保证本公告内容不存在任何虚假记载、误导性陈述或者重大遗漏，并对其内容的真实性、准确性和完整性承: [425, 128, 619, 163]
- paragraph: 本公司董事会及全体董事保证本公告内容不存在任何虚假记载、误导性陈述或者重大遗漏，并对其内容的真实性、准确性和完整性承本公司董事会及全体董事保证本公告内容不存在任何虚假记载、误导性陈述或者重大遗漏，并对其内容的真实性、准确性和完整性承本公司董事会及全体董事保证本公告内容不存在任何虚假记载、误导性陈述或者重大遗漏，并对其内容的真实性、准确性和完整性承本公司董事会及全体董事保证本公告内容不存在任何虚假记载、误导性陈述或者重大遗漏，并对其内容的真实性、准确性和完整性承本公司董事会及全体董事保证本公告内容不存在任何虚假记载、误导性陈述或者重大遗漏，并对其内容的真实性、准确性和完整性承: [231, 383, 425, 418]
- paragraph: 本公司董事会及全体董事保证本公告内容不存在任何虚假记载、误导性陈述或者重大遗漏，并对其内容的真实性、准确性和完整性承本公司董事会及全体董事保证本公告内容不存在任何虚假记载、误导性陈述或者重大遗漏，并对其内容的真实性、准确性和完整性承本公司董事会及全体董事保证本公告内容不存在任何虚假记载、误导性陈述或者重大遗漏，并对其内容的真实性、准确性和完整性承本公司董事会及全体董事保证本公告内容不存在任何虚假记载、误导性陈述或者重大遗漏，并对其内容的真实性、准确性和完整性承本公司董事会及全体董事保证本公告内容不存在任何虚假记载、误导性陈述或者重大遗漏，并对其内容的真实性、准确性和完整性承: [20, 284, 214, 319]
- column-1: [20, 50, 214, 1574]
- paragraph: 本公司董事会及全体董事保证本公告内容不存在任何虚假记载、误导性陈述或者重大遗漏，并对其内容的真实性、准确性和完整性承本公司董事会及全体董事保证本公告内容不存在任何虚假记载、误导性陈述或者重大遗漏，并对其内容的真实性、准确性和完整性承本公司董事会及全体董事保证本公告内容不存在任何虚假记载、误导性陈述或者重大遗漏，并对其内容的真实性、准确性和完整性承本公司董事会及全体董事保证本公告内容不存在任何虚假记载、误导性陈述或者重大遗漏，并对其内容的真实性、准确性和完整性承本公司董事会及全体董事保证本公告内容不存在任何虚假记载、误导性陈述或者重大遗漏，并对其内容的真实性、准确性和完整性承: [231, 50, 425, 85]
- body-text-block: [425, 50, 619, 437]
- paragraph: 本公司董事会及全体董事保证本公告内容不存在任何虚假记载、误导性陈述或者重大遗漏，并对其内容的真实性、准确性和完整性承本公司董事会及全体董事保证本公告内容不存在任何虚假记载、误导性陈述或者重大遗漏，并对其内容的真实性、准确性和完整性承本公司董事会及全体董事保证本公告内容不存在任何虚假记载、误导性陈述或者重大遗漏，并对其内容的真实性、准确性和完整性承本公司董事会及全体董事保证本公告内容不存在任何虚假记载、误导性陈述或者重大遗漏，并对其内容的真实性、准确性和完整性承本公司董事会及全体董事保证本公告内容不存在任何虚假记载、误导性陈述或者重大遗漏，并对其内容的真实性、准确性和完整性承: [633, 1550, 827, 1585]
- divider: [425, 441, 619, 442]
- paragraph: 本公司董事会及全体董事保证本公告内容不存在任何虚假记载、误导性陈述或者重大遗漏，并对其内容的真实性、准确性和完整性承本公司董事会及全体董事保证本公告内容不存在任何虚假记载、误导性陈述或者重大遗漏，并对其内容的真实性、准确性和完整性承本公司董事会及全体董事保证本公告内容不存在任何虚假记载、误导性陈述或者重大遗漏，并对其内容的真实性、准确性和完整性承本公司董事会及全体董事保证本公告内容不存在任何虚假记载、误导性陈述或者重大遗漏，并对其内容的真实性、准确性和完整性承本公司董事会及全体董事保证本公告内容不存在任何虚假记载、误导性陈述或者重大遗漏，并对其内容的真实性、准确性和完整性承: [20, 323, 214, 358]
- paragraph: 本公司董事会及全体董事保证本公告内容不存在任何虚假记载、误导性陈述或者重大遗漏，并对其内容的真实性、准确性和完整性承本公司董事会及全体董事保证本公告内容不存在任何虚假记载、误导性陈述或者重大遗漏，并对其内容的真实性、准确性和完整性承本公司董事会及全体董事保证本公告内容不存在任何虚假记载、误导性陈述或者重大遗漏，并对其内容的真实性、准确性和完整性承本公司董事会及全体董事保证本公告内容不存在任何虚假记载、误导性陈述或者重大遗漏，并对其内容的真实性、准确性和完整性承本公司董事会及全体董事保证本公告内容不存在任何虚假记载、误导性陈述或者重大遗漏，并对其内容的真实性、准确性和完整性承: [633, 1277, 827, 1312]
- paragraph: 本公司董事会及全体董事保证本公告内容不存在任何虚假记载、误导性陈述或者重大遗漏，并对其内容的真实性、准确性和完整性承本公司董事会及全体董事保证本公告内容不存在任何虚假记载、误导性陈述或者重大遗漏，并对其内容的真实性、准确性和完整性承本公司董事会及全体董事保证本公告内容不存在任何虚假记载、误导性陈述或者重大遗漏，并对其内容的真实性、准确性和完整性承本公司董事会及全体董事保证本公告内容不存在任何虚假记载、误导性陈述或者重大遗漏，并对其内容的真实性、准确性和完整性承本公司董事会及全体董事保证本公告内容不存在任何虚假记载、误导性陈述或者重大遗漏，并对其内容的真实性、准确性和完整性承: [20, 167, 214, 202]
- paragraph: 本公司董事会及全体董事保证本公告内容不存在任何虚假记载、误导性陈述或者重大遗漏，并对其内容的真实性、准确性和完整性承本公司董事会及全体董事保证本公告内容不存在任何虚假记载、误导性陈述或者重大遗漏，并对其内容的真实性、准确性和完整性承本公司董事会及全体董事保证本公告内容不存在任何虚假记载、误导性陈述或者重大遗漏，并对其内容的真实性、准确性和完整性承本公司董事会及全体董事保证本公告内容不存在任何虚假记载、误导性陈述或者重大遗漏，并对其内容的真实性、准确性和完整性承本公司董事会及全体董事保证本公告内容不存在任何虚假记载、误导性陈述或者重大遗漏，并对其内容的真实性、准确性和完整性承: [633, 1238, 827, 1273]
- paragraph: 本公司董事会及全体董事保证本公告内容不存在任何虚假记载、误导性陈述或者重大遗漏，并对其内容的真实性、准确性和完整性承本公司董事会及全体董事保证本公告内容不存在任何虚假记载、误导性陈述或者重大遗漏，并对其内容的真实性、准确性和完整性承本公司董事会及全体董事保证本公告内容不存在任何虚假记载、误导性陈述或者重大遗漏，并对其内容的真实性、准确性和完整性承本公司董事会及全体董事保证本公告内容不存在任何虚假记载、误导性陈述或者重大遗漏，并对其内容的真实性、准确性和完整性承: [633, 552, 827, 581]
- newspaper-name: 上海證券報: [752, 11, 828, 29]
- paragraph: 本公司董事会及全体董事保证本公告内容不存在任何虚假记载、误导性陈述或者重大遗漏，并对其内容的真实性、准确性和完整性承本公司董事会及全体董事保证本公告内容不存在任何虚假记载、误导性陈述或者重大遗漏，并对其内容的真实性、准确性和完整性承本公司董事会及全体董事保证本公告内容不存在任何虚假记载、误导性陈述或者重大遗漏，并对其内容的真实性、准确性和完整性承本公司董事会及全体董事保证本公告内容不存在任何虚假记载、误导性陈述或者重大遗漏，并对其内容的真实性、准确性和完整性承本公司董事会及全体董事保证本公告内容不存在任何虚假记载、误导性陈述或者重大遗漏，并对其内容的真实性、准确性和完整性承: [231, 794, 425, 829]
- paragraph: 本公司董事会及全体董事保证本公告内容不存在任何虚假记载、误导性陈述或者重大遗漏，并对其内容的真实性、准确性和完整性承本公司董事会及全体董事保证本公告内容不存在任何虚假记载、误导性陈述或者重大遗漏，并对其内容的真实性、准确性和完整性承本公司董事会及全体董事保证本公告内容不存在任何虚假记载、误导性陈述或者重大遗漏，并对其内容的真实性、准确性和完整性承本公司董事会及全体董事保证本公告内容不存在任何虚假记载、误导性陈述或者重大遗漏，并对其内容的真实性、准确性和完整性承本公司董事会及全体董事保证本公告内容不存在任何虚假记载、误导性陈述或者重大遗漏，并对其内容的真实性、准确性和完整性承: [231, 1850, 425, 1885]
- paragraph: 本公司董事会及全体董事保证本公告内容不存在任何虚假记载、误导性陈述或者重大遗漏，并对其内容的真实性、准确性和完整性承本公司董事会及全体董事保证本公告内容不存在任何虚假记载、误导性陈述或者重大遗漏，并对其内容的真实性、准确性和完整性承本公司董事会及全体董事保证本公告内容不存在任何虚假记载、误导性陈述或者重大遗漏，并对其内容的真实性、准确性和完整性承本公司董事会及全体董事保证本公告内容不存在任何虚假记载、误导性陈述或者重大遗漏，并对其内容的真实性、准确性和完整性承: [425, 1249, 619, 1278]
- paragraph: 本公司董事会及全体董事保证本公告内容不存在任何虚假记载、误导性陈述或者重大遗漏，并对其内容的真实性、准确性和完整性承本公司董事会及全体董事保证本公告内容不存在任何虚假记载、误导性陈述或者重大遗漏，并对其内容的真实性、准确性和完整性承本公司董事会及全体董事保证本公告内容不存在任何虚假记载、误导性陈述或者重大遗漏，并对其内容的真实性、准确性和完整性承本公司董事会及全体董事保证本公告内容不存在任何虚假记载、误导性陈述或者重大遗漏，并对其内容的真实性、准确性和完整性承: [633, 50, 827, 79]
- paragraph: 本公司董事会及全体董事保证本公告内容不存在任何虚假记载、误导性陈述或者重大遗漏，并对其内容的真实性、准确性和完整性承本公司董事会及全体董事保证本公告内容不存在任何虚假记载、误导性陈述或者重大遗漏，并对其内容的真实性、准确性和完整性承本公司董事会及全体董事保证本公告内容不存在任何虚假记载、误导性陈述或者重大遗漏，并对其内容的真实性、准确性和完整性承本公司董事会及全体董事保证本公告内容不存在任何虚假记载、误导性陈述或者重大遗漏，并对其内容的真实性、准确性和完整性承: [633, 347, 827, 376]
- paragraph: 本公司董事会及全体董事保证本公告内容不存在任何虚假记载、误导性陈述或者重大遗漏，并对其内容的真实性、准确性和完整性承本公司董事会及全体董事保证本公告内容不存在任何虚假记载、误导性陈述或者重大遗漏，并对其内容的真实性、准确性和完整性承本公司董事会及全体董事保证本公告内容不存在任何虚假记载、误导性陈述或者重大遗漏，并对其内容的真实性、准确性和完整性承本公司董事会及全体董事保证本公告内容不存在任何虚假记载、误导性陈述或者重大遗漏，并对其内容的真实性、准确性和完整性承本公司董事会及全体董事保证本公告内容不存在任何虚假记载、误导性陈述或者重大遗漏，并对其内容的真实性、准确性和完整性承: [231, 344, 425, 379]
- paragraph: 本公司董事会及全体董事保证本公告内容不存在任何虚假记载、误导性陈述或者重大遗漏，并对其内容的真实性、准确性和完整性承本公司董事会及全体董事保证本公告内容不存在任何虚假记载、误导性陈述或者重大遗漏，并对其内容的真实性、准确性和完整性承本公司董事会及全体董事保证本公告内容不存在任何虚假记载、误导性陈述或者重大遗漏，并对其内容的真实性、准确性和完整性承本公司董事会及全体董事保证本公告内容不存在任何虚假记载、误导性陈述或者重大遗漏，并对其内容的真实性、准确性和完整性承: [425, 1035, 619, 1064]
- issue-date: ◎2022年10月29日 星期六: [660, 15, 746, 23]
- masthead-logo: Disclosure: [14, 6, 193, 43]
- divider: [633, 381, 827, 382]
- paragraph: 本公司董事会及全体董事保证本公告内容不存在任何虚假记载、误导性陈述或者重大遗漏，并对其内容的真实性、准确性和完整性承本公司董事会及全体董事保证本公告内容不存在任何虚假记载、误导性陈述或者重大遗漏，并对其内容的真实性、准确性和完整性承本公司董事会及全体董事保证本公告内容不存在任何虚假记载、误导性陈述或者重大遗漏，并对其内容的真实性、准确性和完整性承本公司董事会及全体董事保证本公告内容不存在任何虚假记载、误导性陈述或者重大遗漏，并对其内容的真实性、准确性和完整性承: [425, 546, 619, 575]
- body-text-block: [20, 1110, 214, 1575]
- divider: [20, 1038, 214, 1039]
- paragraph: 本公司董事会及全体董事保证本公告内容不存在任何虚假记载、误导性陈述或者重大遗漏，并对其内容的真实性、准确性和完整性承本公司董事会及全体董事保证本公告内容不存在任何虚假记载、误导性陈述或者重大遗漏，并对其内容的真实性、准确性和完整性承本公司董事会及全体董事保证本公告内容不存在任何虚假记载、误导性陈述或者重大遗漏，并对其内容的真实性、准确性和完整性承本公司董事会及全体董事保证本公告内容不存在任何虚假记载、误导性陈述或者重大遗漏，并对其内容的真实性、准确性和完整性承: [633, 1041, 827, 1070]
- paragraph: 本公司董事会及全体董事保证本公告内容不存在任何虚假记载、误导性陈述或者重大遗漏，并对其内容的真实性、准确性和完整性承本公司董事会及全体董事保证本公告内容不存在任何虚假记载、误导性陈述或者重大遗漏，并对其内容的真实性、准确性和完整性承本公司董事会及全体董事保证本公告内容不存在任何虚假记载、误导性陈述或者重大遗漏，并对其内容的真实性、准确性和完整性承本公司董事会及全体董事保证本公告内容不存在任何虚假记载、误导性陈述或者重大遗漏，并对其内容的真实性、准确性和完整性承本公司董事会及全体董事保证本公告内容不存在任何虚假记载、误导性陈述或者重大遗漏，并对其内容的真实性、准确性和完整性承: [20, 1500, 214, 1535]
- paragraph: 本公司董事会及全体董事保证本公告内容不存在任何虚假记载、误导性陈述或者重大遗漏，并对其内容的真实性、准确性和完整性承本公司董事会及全体董事保证本公告内容不存在任何虚假记载、误导性陈述或者重大遗漏，并对其内容的真实性、准确性和完整性承本公司董事会及全体董事保证本公告内容不存在任何虚假记载、误导性陈述或者重大遗漏，并对其内容的真实性、准确性和完整性承本公司董事会及全体董事保证本公告内容不存在任何虚假记载、误导性陈述或者重大遗漏，并对其内容的真实性、准确性和完整性承本公司董事会及全体董事保证本公告内容不存在任何虚假记载、误导性陈述或者重大遗漏，并对其内容的真实性、准确性和完整性承: [20, 401, 214, 436]
- paragraph: 本公司董事会及全体董事保证本公告内容不存在任何虚假记载、误导性陈述或者重大遗漏，并对其内容的真实性、准确性和完整性承本公司董事会及全体董事保证本公告内容不存在任何虚假记载、误导性陈述或者重大遗漏，并对其内容的真实性、准确性和完整性承本公司董事会及全体董事保证本公告内容不存在任何虚假记载、误导性陈述或者重大遗漏，并对其内容的真实性、准确性和完整性承本公司董事会及全体董事保证本公告内容不存在任何虚假记载、误导性陈述或者重大遗漏，并对其内容的真实性、准确性和完整性承本公司董事会及全体董事保证本公告内容不存在任何虚假记载、误导性陈述或者重大遗漏，并对其内容的真实性、准确性和完整性承: [231, 1400, 425, 1435]
- paragraph: 本公司董事会及全体董事保证本公告内容不存在任何虚假记载、误导性陈述或者重大遗漏，并对其内容的真实性、准确性和完整性承本公司董事会及全体董事保证本公告内容不存在任何虚假记载、误导性陈述或者重大遗漏，并对其内容的真实性、准确性和完整性承本公司董事会及全体董事保证本公告内容不存在任何虚假记载、误导性陈述或者重大遗漏，并对其内容的真实性、准确性和完整性承本公司董事会及全体董事保证本公告内容不存在任何虚假记载、误导性陈述或者重大遗漏，并对其内容的真实性、准确性和完整性承: [425, 612, 619, 641]
- paragraph: 本公司董事会及全体董事保证本公告内容不存在任何虚假记载、误导性陈述或者重大遗漏，并对其内容的真实性、准确性和完整性承本公司董事会及全体董事保证本公告内容不存在任何虚假记载、误导性陈述或者重大遗漏，并对其内容的真实性、准确性和完整性承本公司董事会及全体董事保证本公告内容不存在任何虚假记载、误导性陈述或者重大遗漏，并对其内容的真实性、准确性和完整性承本公司董事会及全体董事保证本公告内容不存在任何虚假记载、误导性陈述或者重大遗漏，并对其内容的真实性、准确性和完整性承本公司董事会及全体董事保证本公告内容不存在任何虚假记载、误导性陈述或者重大遗漏，并对其内容的真实性、准确性和完整性承: [231, 422, 425, 457]
- body-text-block: [633, 453, 827, 1170]
- paragraph: 本公司董事会及全体董事保证本公告内容不存在任何虚假记载、误导性陈述或者重大遗漏，并对其内容的真实性、准确性和完整性承本公司董事会及全体董事保证本公告内容不存在任何虚假记载、误导性陈述或者重大遗漏，并对其内容的真实性、准确性和完整性承本公司董事会及全体董事保证本公告内容不存在任何虚假记载、误导性陈述或者重大遗漏，并对其内容的真实性、准确性和完整性承本公司董事会及全体董事保证本公告内容不存在任何虚假记载、误导性陈述或者重大遗漏，并对其内容的真实性、准确性和完整性承本公司董事会及全体董事保证本公告内容不存在任何虚假记载、误导性陈述或者重大遗漏，并对其内容的真实性、准确性和完整性承: [231, 1811, 425, 1846]
- paragraph: 本公司董事会及全体董事保证本公告内容不存在任何虚假记载、误导性陈述或者重大遗漏，并对其内容的真实性、准确性和完整性承本公司董事会及全体董事保证本公告内容不存在任何虚假记载、误导性陈述或者重大遗漏，并对其内容的真实性、准确性和完整性承本公司董事会及全体董事保证本公告内容不存在任何虚假记载、误导性陈述或者重大遗漏，并对其内容的真实性、准确性和完整性承本公司董事会及全体董事保证本公告内容不存在任何虚假记载、误导性陈述或者重大遗漏，并对其内容的真实性、准确性和完整性承本公司董事会及全体董事保证本公告内容不存在任何虚假记载、误导性陈述或者重大遗漏，并对其内容的真实性、准确性和完整性承: [231, 1928, 425, 1963]
- paragraph: 本公司董事会及全体董事保证本公告内容不存在任何虚假记载、误导性陈述或者重大遗漏，并对其内容的真实性、准确性和完整性承本公司董事会及全体董事保证本公告内容不存在任何虚假记载、误导性陈述或者重大遗漏，并对其内容的真实性、准确性和完整性承本公司董事会及全体董事保证本公告内容不存在任何虚假记载、误导性陈述或者重大遗漏，并对其内容的真实性、准确性和完整性承本公司董事会及全体董事保证本公告内容不存在任何虚假记载、误导性陈述或者重大遗漏，并对其内容的真实性、准确性和完整性承本公司董事会及全体董事保证本公告内容不存在任何虚假记载、误导性陈述或者重大遗漏，并对其内容的真实性、准确性和完整性承: [633, 1316, 827, 1351]
- paragraph: 本公司董事会及全体董事保证本公告内容不存在任何虚假记载、误导性陈述或者重大遗漏，并对其内容的真实性、准确性和完整性承本公司董事会及全体董事保证本公告内容不存在任何虚假记载、误导性陈述或者重大遗漏，并对其内容的真实性、准确性和完整性承本公司董事会及全体董事保证本公告内容不存在任何虚假记载、误导性陈述或者重大遗漏，并对其内容的真实性、准确性和完整性承本公司董事会及全体董事保证本公告内容不存在任何虚假记载、误导性陈述或者重大遗漏，并对其内容的真实性、准确性和完整性承: [633, 645, 827, 674]
- paragraph: 本公司董事会及全体董事保证本公告内容不存在任何虚假记载、误导性陈述或者重大遗漏，并对其内容的真实性、准确性和完整性承本公司董事会及全体董事保证本公告内容不存在任何虚假记载、误导性陈述或者重大遗漏，并对其内容的真实性、准确性和完整性承本公司董事会及全体董事保证本公告内容不存在任何虚假记载、误导性陈述或者重大遗漏，并对其内容的真实性、准确性和完整性承本公司董事会及全体董事保证本公告内容不存在任何虚假记载、误导性陈述或者重大遗漏，并对其内容的真实性、准确性和完整性承本公司董事会及全体董事保证本公告内容不存在任何虚假记载、误导性陈述或者重大遗漏，并对其内容的真实性、准确性和完整性承: [633, 1355, 827, 1390]
- paragraph: 本公司董事会及全体董事保证本公告内容不存在任何虚假记载、误导性陈述或者重大遗漏，并对其内容的真实性、准确性和完整性承本公司董事会及全体董事保证本公告内容不存在任何虚假记载、误导性陈述或者重大遗漏，并对其内容的真实性、准确性和完整性承本公司董事会及全体董事保证本公告内容不存在任何虚假记载、误导性陈述或者重大遗漏，并对其内容的真实性、准确性和完整性承本公司董事会及全体董事保证本公告内容不存在任何虚假记载、误导性陈述或者重大遗漏，并对其内容的真实性、准确性和完整性承: [425, 513, 619, 542]
- paragraph: 本公司董事会及全体董事保证本公告内容不存在任何虚假记载、误导性陈述或者重大遗漏，并对其内容的真实性、准确性和完整性承本公司董事会及全体董事保证本公告内容不存在任何虚假记载、误导性陈述或者重大遗漏，并对其内容的真实性、准确性和完整性承本公司董事会及全体董事保证本公告内容不存在任何虚假记载、误导性陈述或者重大遗漏，并对其内容的真实性、准确性和完整性承本公司董事会及全体董事保证本公告内容不存在任何虚假记载、误导性陈述或者重大遗漏，并对其内容的真实性、准确性和完整性承本公司董事会及全体董事保证本公告内容不存在任何虚假记载、误导性陈述或者重大遗漏，并对其内容的真实性、准确性和完整性承: [231, 1889, 425, 1924]
- paragraph: 本公司董事会及全体董事保证本公告内容不存在任何虚假记载、误导性陈述或者重大遗漏，并对其内容的真实性、准确性和完整性承本公司董事会及全体董事保证本公告内容不存在任何虚假记载、误导性陈述或者重大遗漏，并对其内容的真实性、准确性和完整性承本公司董事会及全体董事保证本公告内容不存在任何虚假记载、误导性陈述或者重大遗漏，并对其内容的真实性、准确性和完整性承本公司董事会及全体董事保证本公告内容不存在任何虚假记载、误导性陈述或者重大遗漏，并对其内容的真实性、准确性和完整性承本公司董事会及全体董事保证本公告内容不存在任何虚假记载、误导性陈述或者重大遗漏，并对其内容的真实性、准确性和完整性承: [425, 89, 619, 124]
- paragraph: 本公司董事会及全体董事保证本公告内容不存在任何虚假记载、误导性陈述或者重大遗漏，并对其内容的真实性、准确性和完整性承本公司董事会及全体董事保证本公告内容不存在任何虚假记载、误导性陈述或者重大遗漏，并对其内容的真实性、准确性和完整性承本公司董事会及全体董事保证本公告内容不存在任何虚假记载、误导性陈述或者重大遗漏，并对其内容的真实性、准确性和完整性承本公司董事会及全体董事保证本公告内容不存在任何虚假记载、误导性陈述或者重大遗漏，并对其内容的真实性、准确性和完整性承本公司董事会及全体董事保证本公告内容不存在任何虚假记载、误导性陈述或者重大遗漏，并对其内容的真实性、准确性和完整性承: [231, 1127, 425, 1162]
- paragraph: 本公司董事会及全体董事保证本公告内容不存在任何虚假记载、误导性陈述或者重大遗漏，并对其内容的真实性、准确性和完整性承本公司董事会及全体董事保证本公告内容不存在任何虚假记载、误导性陈述或者重大遗漏，并对其内容的真实性、准确性和完整性承本公司董事会及全体董事保证本公告内容不存在任何虚假记载、误导性陈述或者重大遗漏，并对其内容的真实性、准确性和完整性承本公司董事会及全体董事保证本公告内容不存在任何虚假记载、误导性陈述或者重大遗漏，并对其内容的真实性、准确性和完整性承: [633, 453, 827, 482]
- paragraph: 本公司董事会及全体董事保证本公告内容不存在任何虚假记载、误导性陈述或者重大遗漏，并对其内容的真实性、准确性和完整性承本公司董事会及全体董事保证本公告内容不存在任何虚假记载、误导性陈述或者重大遗漏，并对其内容的真实性、准确性和完整性承本公司董事会及全体董事保证本公告内容不存在任何虚假记载、误导性陈述或者重大遗漏，并对其内容的真实性、准确性和完整性承本公司董事会及全体董事保证本公告内容不存在任何虚假记载、误导性陈述或者重大遗漏，并对其内容的真实性、准确性和完整性承本公司董事会及全体董事保证本公告内容不存在任何虚假记载、误导性陈述或者重大遗漏，并对其内容的真实性、准确性和完整性承: [20, 1227, 214, 1262]
- paragraph: 本公司董事会及全体董事保证本公告内容不存在任何虚假记载、误导性陈述或者重大遗漏，并对其内容的真实性、准确性和完整性承本公司董事会及全体董事保证本公告内容不存在任何虚假记载、误导性陈述或者重大遗漏，并对其内容的真实性、准确性和完整性承本公司董事会及全体董事保证本公告内容不存在任何虚假记载、误导性陈述或者重大遗漏，并对其内容的真实性、准确性和完整性承本公司董事会及全体董事保证本公告内容不存在任何虚假记载、误导性陈述或者重大遗漏，并对其内容的真实性、准确性和完整性承本公司董事会及全体董事保证本公告内容不存在任何虚假记载、误导性陈述或者重大遗漏，并对其内容的真实性、准确性和完整性承: [20, 578, 214, 613]
- paragraph: 本公司董事会及全体董事保证本公告内容不存在任何虚假记载、误导性陈述或者重大遗漏，并对其内容的真实性、准确性和完整性承本公司董事会及全体董事保证本公告内容不存在任何虚假记载、误导性陈述或者重大遗漏，并对其内容的真实性、准确性和完整性承本公司董事会及全体董事保证本公告内容不存在任何虚假记载、误导性陈述或者重大遗漏，并对其内容的真实性、准确性和完整性承本公司董事会及全体董事保证本公告内容不存在任何虚假记载、误导性陈述或者重大遗漏，并对其内容的真实性、准确性和完整性承本公司董事会及全体董事保证本公告内容不存在任何虚假记载、误导性陈述或者重大遗漏，并对其内容的真实性、准确性和完整性承: [231, 305, 425, 340]
- paragraph: 本公司董事会及全体董事保证本公告内容不存在任何虚假记载、误导性陈述或者重大遗漏，并对其内容的真实性、准确性和完整性承本公司董事会及全体董事保证本公告内容不存在任何虚假记载、误导性陈述或者重大遗漏，并对其内容的真实性、准确性和完整性承本公司董事会及全体董事保证本公告内容不存在任何虚假记载、误导性陈述或者重大遗漏，并对其内容的真实性、准确性和完整性承本公司董事会及全体董事保证本公告内容不存在任何虚假记载、误导性陈述或者重大遗漏，并对其内容的真实性、准确性和完整性承本公司董事会及全体董事保证本公告内容不存在任何虚假记载、误导性陈述或者重大遗漏，并对其内容的真实性、准确性和完整性承: [231, 1655, 425, 1690]
- paragraph: 本公司董事会及全体董事保证本公告内容不存在任何虚假记载、误导性陈述或者重大遗漏，并对其内容的真实性、准确性和完整性承本公司董事会及全体董事保证本公告内容不存在任何虚假记载、误导性陈述或者重大遗漏，并对其内容的真实性、准确性和完整性承本公司董事会及全体董事保证本公告内容不存在任何虚假记载、误导性陈述或者重大遗漏，并对其内容的真实性、准确性和完整性承本公司董事会及全体董事保证本公告内容不存在任何虚假记载、误导性陈述或者重大遗漏，并对其内容的真实性、准确性和完整性承本公司董事会及全体董事保证本公告内容不存在任何虚假记载、误导性陈述或者重大遗漏，并对其内容的真实性、准确性和完整性承: [20, 989, 214, 1024]
- notice-signature: 长园科技集团股份有限公司董事会 二〇二二年十月二十九日: [721, 1173, 827, 1178]
- paragraph: 本公司董事会及全体董事保证本公告内容不存在任何虚假记载、误导性陈述或者重大遗漏，并对其内容的真实性、准确性和完整性承本公司董事会及全体董事保证本公告内容不存在任何虚假记载、误导性陈述或者重大遗漏，并对其内容的真实性、准确性和完整性承本公司董事会及全体董事保证本公告内容不存在任何虚假记载、误导性陈述或者重大遗漏，并对其内容的真实性、准确性和完整性承本公司董事会及全体董事保证本公告内容不存在任何虚假记载、误导性陈述或者重大遗漏，并对其内容的真实性、准确性和完整性承本公司董事会及全体董事保证本公告内容不存在任何虚假记载、误导性陈述或者重大遗漏，并对其内容的真实性、准确性和完整性承: [231, 128, 425, 163]
- paragraph: 本公司董事会及全体董事保证本公告内容不存在任何虚假记载、误导性陈述或者重大遗漏，并对其内容的真实性、准确性和完整性承本公司董事会及全体董事保证本公告内容不存在任何虚假记载、误导性陈述或者重大遗漏，并对其内容的真实性、准确性和完整性承本公司董事会及全体董事保证本公告内容不存在任何虚假记载、误导性陈述或者重大遗漏，并对其内容的真实性、准确性和完整性承本公司董事会及全体董事保证本公告内容不存在任何虚假记载、误导性陈述或者重大遗漏，并对其内容的真实性、准确性和完整性承: [425, 1068, 619, 1097]
- paragraph: 本公司董事会及全体董事保证本公告内容不存在任何虚假记载、误导性陈述或者重大遗漏，并对其内容的真实性、准确性和完整性承本公司董事会及全体董事保证本公告内容不存在任何虚假记载、误导性陈述或者重大遗漏，并对其内容的真实性、准确性和完整性承本公司董事会及全体董事保证本公告内容不存在任何虚假记载、误导性陈述或者重大遗漏，并对其内容的真实性、准确性和完整性承本公司董事会及全体董事保证本公告内容不存在任何虚假记载、误导性陈述或者重大遗漏，并对其内容的真实性、准确性和完整性承本公司董事会及全体董事保证本公告内容不存在任何虚假记载、误导性陈述或者重大遗漏，并对其内容的真实性、准确性和完整性承: [20, 128, 214, 163]
- paragraph: 本公司董事会及全体董事保证本公告内容不存在任何虚假记载、误导性陈述或者重大遗漏，并对其内容的真实性、准确性和完整性承本公司董事会及全体董事保证本公告内容不存在任何虚假记载、误导性陈述或者重大遗漏，并对其内容的真实性、准确性和完整性承本公司董事会及全体董事保证本公告内容不存在任何虚假记载、误导性陈述或者重大遗漏，并对其内容的真实性、准确性和完整性承本公司董事会及全体董事保证本公告内容不存在任何虚假记载、误导性陈述或者重大遗漏，并对其内容的真实性、准确性和完整性承: [633, 744, 827, 773]
- paragraph: 本公司董事会及全体董事保证本公告内容不存在任何虚假记载、误导性陈述或者重大遗漏，并对其内容的真实性、准确性和完整性承本公司董事会及全体董事保证本公告内容不存在任何虚假记载、误导性陈述或者重大遗漏，并对其内容的真实性、准确性和完整性承本公司董事会及全体董事保证本公告内容不存在任何虚假记载、误导性陈述或者重大遗漏，并对其内容的真实性、准确性和完整性承本公司董事会及全体董事保证本公告内容不存在任何虚假记载、误导性陈述或者重大遗漏，并对其内容的真实性、准确性和完整性承本公司董事会及全体董事保证本公告内容不存在任何虚假记载、误导性陈述或者重大遗漏，并对其内容的真实性、准确性和完整性承: [425, 284, 619, 319]
- body-text-block: [633, 50, 827, 377]
- paragraph: 本公司董事会及全体董事保证本公告内容不存在任何虚假记载、误导性陈述或者重大遗漏，并对其内容的真实性、准确性和完整性承本公司董事会及全体董事保证本公告内容不存在任何虚假记载、误导性陈述或者重大遗漏，并对其内容的真实性、准确性和完整性承本公司董事会及全体董事保证本公告内容不存在任何虚假记载、误导性陈述或者重大遗漏，并对其内容的真实性、准确性和完整性承本公司董事会及全体董事保证本公告内容不存在任何虚假记载、误导性陈述或者重大遗漏，并对其内容的真实性、准确性和完整性承: [633, 843, 827, 872]
- paragraph: 本公司董事会及全体董事保证本公告内容不存在任何虚假记载、误导性陈述或者重大遗漏，并对其内容的真实性、准确性和完整性承本公司董事会及全体董事保证本公告内容不存在任何虚假记载、误导性陈述或者重大遗漏，并对其内容的真实性、准确性和完整性承本公司董事会及全体董事保证本公告内容不存在任何虚假记载、误导性陈述或者重大遗漏，并对其内容的真实性、准确性和完整性承本公司董事会及全体董事保证本公告内容不存在任何虚假记载、误导性陈述或者重大遗漏，并对其内容的真实性、准确性和完整性承本公司董事会及全体董事保证本公告内容不存在任何虚假记载、误导性陈述或者重大遗漏，并对其内容的真实性、准确性和完整性承: [231, 1283, 425, 1318]
- paragraph: 本公司董事会及全体董事保证本公告内容不存在任何虚假记载、误导性陈述或者重大遗漏，并对其内容的真实性、准确性和完整性承本公司董事会及全体董事保证本公告内容不存在任何虚假记载、误导性陈述或者重大遗漏，并对其内容的真实性、准确性和完整性承本公司董事会及全体董事保证本公告内容不存在任何虚假记载、误导性陈述或者重大遗漏，并对其内容的真实性、准确性和完整性承本公司董事会及全体董事保证本公告内容不存在任何虚假记载、误导性陈述或者重大遗漏，并对其内容的真实性、准确性和完整性承: [425, 1315, 619, 1344]
- paragraph: 本公司董事会及全体董事保证本公告内容不存在任何虚假记载、误导性陈述或者重大遗漏，并对其内容的真实性、准确性和完整性承本公司董事会及全体董事保证本公告内容不存在任何虚假记载、误导性陈述或者重大遗漏，并对其内容的真实性、准确性和完整性承本公司董事会及全体董事保证本公告内容不存在任何虚假记载、误导性陈述或者重大遗漏，并对其内容的真实性、准确性和完整性承本公司董事会及全体董事保证本公告内容不存在任何虚假记载、误导性陈述或者重大遗漏，并对其内容的真实性、准确性和完整性承本公司董事会及全体董事保证本公告内容不存在任何虚假记载、误导性陈述或者重大遗漏，并对其内容的真实性、准确性和完整性承: [231, 1205, 425, 1240]
- data-table: [20, 440, 214, 495]
- paragraph: 本公司董事会及全体董事保证本公告内容不存在任何虚假记载、误导性陈述或者重大遗漏，并对其内容的真实性、准确性和完整性承本公司董事会及全体董事保证本公告内容不存在任何虚假记载、误导性陈述或者重大遗漏，并对其内容的真实性、准确性和完整性承本公司董事会及全体董事保证本公告内容不存在任何虚假记载、误导性陈述或者重大遗漏，并对其内容的真实性、准确性和完整性承本公司董事会及全体董事保证本公告内容不存在任何虚假记载、误导性陈述或者重大遗漏，并对其内容的真实性、准确性和完整性承: [633, 876, 827, 905]
- body-text-block: [231, 50, 425, 2003]
- body-text-block: [20, 50, 214, 1025]
- paragraph: 本公司董事会及全体董事保证本公告内容不存在任何虚假记载、误导性陈述或者重大遗漏，并对其内容的真实性、准确性和完整性承本公司董事会及全体董事保证本公告内容不存在任何虚假记载、误导性陈述或者重大遗漏，并对其内容的真实性、准确性和完整性承本公司董事会及全体董事保证本公告内容不存在任何虚假记载、误导性陈述或者重大遗漏，并对其内容的真实性、准确性和完整性承本公司董事会及全体董事保证本公告内容不存在任何虚假记载、误导性陈述或者重大遗漏，并对其内容的真实性、准确性和完整性承: [425, 1282, 619, 1311]
- column-2: [231, 50, 425, 2002]
- paragraph: 本公司董事会及全体董事保证本公告内容不存在任何虚假记载、误导性陈述或者重大遗漏，并对其内容的真实性、准确性和完整性承本公司董事会及全体董事保证本公告内容不存在任何虚假记载、误导性陈述或者重大遗漏，并对其内容的真实性、准确性和完整性承本公司董事会及全体董事保证本公告内容不存在任何虚假记载、误导性陈述或者重大遗漏，并对其内容的真实性、准确性和完整性承本公司董事会及全体董事保证本公告内容不存在任何虚假记载、误导性陈述或者重大遗漏，并对其内容的真实性、准确性和完整性承: [425, 969, 619, 998]
- paragraph: 本公司董事会及全体董事保证本公告内容不存在任何虚假记载、误导性陈述或者重大遗漏，并对其内容的真实性、准确性和完整性承本公司董事会及全体董事保证本公告内容不存在任何虚假记载、误导性陈述或者重大遗漏，并对其内容的真实性、准确性和完整性承本公司董事会及全体董事保证本公告内容不存在任何虚假记载、误导性陈述或者重大遗漏，并对其内容的真实性、准确性和完整性承本公司董事会及全体董事保证本公告内容不存在任何虚假记载、误导性陈述或者重大遗漏，并对其内容的真实性、准确性和完整性承本公司董事会及全体董事保证本公告内容不存在任何虚假记载、误导性陈述或者重大遗漏，并对其内容的真实性、准确性和完整性承: [20, 794, 214, 829]
- paragraph: 本公司董事会及全体董事保证本公告内容不存在任何虚假记载、误导性陈述或者重大遗漏，并对其内容的真实性、准确性和完整性承本公司董事会及全体董事保证本公告内容不存在任何虚假记载、误导性陈述或者重大遗漏，并对其内容的真实性、准确性和完整性承本公司董事会及全体董事保证本公告内容不存在任何虚假记载、误导性陈述或者重大遗漏，并对其内容的真实性、准确性和完整性承本公司董事会及全体董事保证本公告内容不存在任何虚假记载、误导性陈述或者重大遗漏，并对其内容的真实性、准确性和完整性承: [425, 1134, 619, 1163]
- paragraph: 本公司董事会及全体董事保证本公告内容不存在任何虚假记载、误导性陈述或者重大遗漏，并对其内容的真实性、准确性和完整性承本公司董事会及全体董事保证本公告内容不存在任何虚假记载、误导性陈述或者重大遗漏，并对其内容的真实性、准确性和完整性承本公司董事会及全体董事保证本公告内容不存在任何虚假记载、误导性陈述或者重大遗漏，并对其内容的真实性、准确性和完整性承本公司董事会及全体董事保证本公告内容不存在任何虚假记载、误导性陈述或者重大遗漏，并对其内容的真实性、准确性和完整性承本公司董事会及全体董事保证本公告内容不存在任何虚假记载、误导性陈述或者重大遗漏，并对其内容的真实性、准确性和完整性承: [231, 461, 425, 496]
- paragraph: 本公司董事会及全体董事保证本公告内容不存在任何虚假记载、误导性陈述或者重大遗漏，并对其内容的真实性、准确性和完整性承本公司董事会及全体董事保证本公告内容不存在任何虚假记载、误导性陈述或者重大遗漏，并对其内容的真实性、准确性和完整性承本公司董事会及全体董事保证本公告内容不存在任何虚假记载、误导性陈述或者重大遗漏，并对其内容的真实性、准确性和完整性承本公司董事会及全体董事保证本公告内容不存在任何虚假记载、误导性陈述或者重大遗漏，并对其内容的真实性、准确性和完整性承: [633, 182, 827, 211]
- paragraph: 本公司董事会及全体董事保证本公告内容不存在任何虚假记载、误导性陈述或者重大遗漏，并对其内容的真实性、准确性和完整性承本公司董事会及全体董事保证本公告内容不存在任何虚假记载、误导性陈述或者重大遗漏，并对其内容的真实性、准确性和完整性承本公司董事会及全体董事保证本公告内容不存在任何虚假记载、误导性陈述或者重大遗漏，并对其内容的真实性、准确性和完整性承本公司董事会及全体董事保证本公告内容不存在任何虚假记载、误导性陈述或者重大遗漏，并对其内容的真实性、准确性和完整性承: [633, 1008, 827, 1037]
- paragraph: 本公司董事会及全体董事保证本公告内容不存在任何虚假记载、误导性陈述或者重大遗漏，并对其内容的真实性、准确性和完整性承本公司董事会及全体董事保证本公告内容不存在任何虚假记载、误导性陈述或者重大遗漏，并对其内容的真实性、准确性和完整性承本公司董事会及全体董事保证本公告内容不存在任何虚假记载、误导性陈述或者重大遗漏，并对其内容的真实性、准确性和完整性承本公司董事会及全体董事保证本公告内容不存在任何虚假记载、误导性陈述或者重大遗漏，并对其内容的真实性、准确性和完整性承: [633, 281, 827, 310]
- paragraph: 本公司董事会及全体董事保证本公告内容不存在任何虚假记载、误导性陈述或者重大遗漏，并对其内容的真实性、准确性和完整性承本公司董事会及全体董事保证本公告内容不存在任何虚假记载、误导性陈述或者重大遗漏，并对其内容的真实性、准确性和完整性承本公司董事会及全体董事保证本公告内容不存在任何虚假记载、误导性陈述或者重大遗漏，并对其内容的真实性、准确性和完整性承本公司董事会及全体董事保证本公告内容不存在任何虚假记载、误导性陈述或者重大遗漏，并对其内容的真实性、准确性和完整性承本公司董事会及全体董事保证本公告内容不存在任何虚假记载、误导性陈述或者重大遗漏，并对其内容的真实性、准确性和完整性承: [20, 872, 214, 907]
- paragraph: 本公司董事会及全体董事保证本公告内容不存在任何虚假记载、误导性陈述或者重大遗漏，并对其内容的真实性、准确性和完整性承本公司董事会及全体董事保证本公告内容不存在任何虚假记载、误导性陈述或者重大遗漏，并对其内容的真实性、准确性和完整性承本公司董事会及全体董事保证本公告内容不存在任何虚假记载、误导性陈述或者重大遗漏，并对其内容的真实性、准确性和完整性承本公司董事会及全体董事保证本公告内容不存在任何虚假记载、误导性陈述或者重大遗漏，并对其内容的真实性、准确性和完整性承本公司董事会及全体董事保证本公告内容不存在任何虚假记载、误导性陈述或者重大遗漏，并对其内容的真实性、准确性和完整性承: [20, 1188, 214, 1223]
- notice-meta: 证券代码：603855 证券简称：长园集团 公告编号：2022101: [425, 1182, 546, 1187]
- paragraph: 本公司董事会及全体董事保证本公告内容不存在任何虚假记载、误导性陈述或者重大遗漏，并对其内容的真实性、准确性和完整性承本公司董事会及全体董事保证本公告内容不存在任何虚假记载、误导性陈述或者重大遗漏，并对其内容的真实性、准确性和完整性承本公司董事会及全体董事保证本公告内容不存在任何虚假记载、误导性陈述或者重大遗漏，并对其内容的真实性、准确性和完整性承本公司董事会及全体董事保证本公告内容不存在任何虚假记载、误导性陈述或者重大遗漏，并对其内容的真实性、准确性和完整性承本公司董事会及全体董事保证本公告内容不存在任何虚假记载、误导性陈述或者重大遗漏，并对其内容的真实性、准确性和完整性承: [20, 1110, 214, 1145]
- paragraph: 本公司董事会及全体董事保证本公告内容不存在任何虚假记载、误导性陈述或者重大遗漏，并对其内容的真实性、准确性和完整性承本公司董事会及全体董事保证本公告内容不存在任何虚假记载、误导性陈述或者重大遗漏，并对其内容的真实性、准确性和完整性承本公司董事会及全体董事保证本公告内容不存在任何虚假记载、误导性陈述或者重大遗漏，并对其内容的真实性、准确性和完整性承本公司董事会及全体董事保证本公告内容不存在任何虚假记载、误导性陈述或者重大遗漏，并对其内容的真实性、准确性和完整性承本公司董事会及全体董事保证本公告内容不存在任何虚假记载、误导性陈述或者重大遗漏，并对其内容的真实性、准确性和完整性承: [633, 1394, 827, 1429]
- paragraph: 本公司董事会及全体董事保证本公告内容不存在任何虚假记载、误导性陈述或者重大遗漏，并对其内容的真实性、准确性和完整性承本公司董事会及全体董事保证本公告内容不存在任何虚假记载、误导性陈述或者重大遗漏，并对其内容的真实性、准确性和完整性承本公司董事会及全体董事保证本公告内容不存在任何虚假记载、误导性陈述或者重大遗漏，并对其内容的真实性、准确性和完整性承本公司董事会及全体董事保证本公告内容不存在任何虚假记载、误导性陈述或者重大遗漏，并对其内容的真实性、准确性和完整性承本公司董事会及全体董事保证本公告内容不存在任何虚假记载、误导性陈述或者重大遗漏，并对其内容的真实性、准确性和完整性承: [231, 833, 425, 868]
- paragraph: 本公司董事会及全体董事保证本公告内容不存在任何虚假记载、误导性陈述或者重大遗漏，并对其内容的真实性、准确性和完整性承本公司董事会及全体董事保证本公告内容不存在任何虚假记载、误导性陈述或者重大遗漏，并对其内容的真实性、准确性和完整性承本公司董事会及全体董事保证本公告内容不存在任何虚假记载、误导性陈述或者重大遗漏，并对其内容的真实性、准确性和完整性承本公司董事会及全体董事保证本公告内容不存在任何虚假记载、误导性陈述或者重大遗漏，并对其内容的真实性、准确性和完整性承: [633, 116, 827, 145]
- paragraph: 本公司董事会及全体董事保证本公告内容不存在任何虚假记载、误导性陈述或者重大遗漏，并对其内容的真实性、准确性和完整性承本公司董事会及全体董事保证本公告内容不存在任何虚假记载、误导性陈述或者重大遗漏，并对其内容的真实性、准确性和完整性承本公司董事会及全体董事保证本公告内容不存在任何虚假记载、误导性陈述或者重大遗漏，并对其内容的真实性、准确性和完整性承本公司董事会及全体董事保证本公告内容不存在任何虚假记载、误导性陈述或者重大遗漏，并对其内容的真实性、准确性和完整性承本公司董事会及全体董事保证本公告内容不存在任何虚假记载、误导性陈述或者重大遗漏，并对其内容的真实性、准确性和完整性承: [20, 500, 214, 535]
- paragraph: 本公司董事会及全体董事保证本公告内容不存在任何虚假记载、误导性陈述或者重大遗漏，并对其内容的真实性、准确性和完整性承本公司董事会及全体董事保证本公告内容不存在任何虚假记载、误导性陈述或者重大遗漏，并对其内容的真实性、准确性和完整性承本公司董事会及全体董事保证本公告内容不存在任何虚假记载、误导性陈述或者重大遗漏，并对其内容的真实性、准确性和完整性承本公司董事会及全体董事保证本公告内容不存在任何虚假记载、误导性陈述或者重大遗漏，并对其内容的真实性、准确性和完整性承本公司董事会及全体董事保证本公告内容不存在任何虚假记载、误导性陈述或者重大遗漏，并对其内容的真实性、准确性和完整性承: [20, 617, 214, 652]
- data-table: [231, 1517, 425, 1572]
- paragraph: 本公司董事会及全体董事保证本公告内容不存在任何虚假记载、误导性陈述或者重大遗漏，并对其内容的真实性、准确性和完整性承本公司董事会及全体董事保证本公告内容不存在任何虚假记载、误导性陈述或者重大遗漏，并对其内容的真实性、准确性和完整性承本公司董事会及全体董事保证本公告内容不存在任何虚假记载、误导性陈述或者重大遗漏，并对其内容的真实性、准确性和完整性承本公司董事会及全体董事保证本公告内容不存在任何虚假记载、误导性陈述或者重大遗漏，并对其内容的真实性、准确性和完整性承: [633, 1107, 827, 1136]
- paragraph: 本公司董事会及全体董事保证本公告内容不存在任何虚假记载、误导性陈述或者重大遗漏，并对其内容的真实性、准确性和完整性承本公司董事会及全体董事保证本公告内容不存在任何虚假记载、误导性陈述或者重大遗漏，并对其内容的真实性、准确性和完整性承本公司董事会及全体董事保证本公告内容不存在任何虚假记载、误导性陈述或者重大遗漏，并对其内容的真实性、准确性和完整性承本公司董事会及全体董事保证本公告内容不存在任何虚假记载、误导性陈述或者重大遗漏，并对其内容的真实性、准确性和完整性承本公司董事会及全体董事保证本公告内容不存在任何虚假记载、误导性陈述或者重大遗漏，并对其内容的真实性、准确性和完整性承: [20, 89, 214, 124]
- paragraph: 本公司董事会及全体董事保证本公告内容不存在任何虚假记载、误导性陈述或者重大遗漏，并对其内容的真实性、准确性和完整性承本公司董事会及全体董事保证本公告内容不存在任何虚假记载、误导性陈述或者重大遗漏，并对其内容的真实性、准确性和完整性承本公司董事会及全体董事保证本公告内容不存在任何虚假记载、误导性陈述或者重大遗漏，并对其内容的真实性、准确性和完整性承本公司董事会及全体董事保证本公告内容不存在任何虚假记载、误导性陈述或者重大遗漏，并对其内容的真实性、准确性和完整性承本公司董事会及全体董事保证本公告内容不存在任何虚假记载、误导性陈述或者重大遗漏，并对其内容的真实性、准确性和完整性承: [20, 1149, 214, 1184]
- paragraph: 本公司董事会及全体董事保证本公告内容不存在任何虚假记载、误导性陈述或者重大遗漏，并对其内容的真实性、准确性和完整性承本公司董事会及全体董事保证本公告内容不存在任何虚假记载、误导性陈述或者重大遗漏，并对其内容的真实性、准确性和完整性承本公司董事会及全体董事保证本公告内容不存在任何虚假记载、误导性陈述或者重大遗漏，并对其内容的真实性、准确性和完整性承本公司董事会及全体董事保证本公告内容不存在任何虚假记载、误导性陈述或者重大遗漏，并对其内容的真实性、准确性和完整性承本公司董事会及全体董事保证本公告内容不存在任何虚假记载、误导性陈述或者重大遗漏，并对其内容的真实性、准确性和完整性承: [425, 362, 619, 397]
- notice-meta: 证券代码：603855 证券简称：长园集团 公告编号：2022099: [20, 1043, 141, 1048]
- paragraph: 本公司董事会及全体董事保证本公告内容不存在任何虚假记载、误导性陈述或者重大遗漏，并对其内容的真实性、准确性和完整性承本公司董事会及全体董事保证本公告内容不存在任何虚假记载、误导性陈述或者重大遗漏，并对其内容的真实性、准确性和完整性承本公司董事会及全体董事保证本公告内容不存在任何虚假记载、误导性陈述或者重大遗漏，并对其内容的真实性、准确性和完整性承本公司董事会及全体董事保证本公告内容不存在任何虚假记载、误导性陈述或者重大遗漏，并对其内容的真实性、准确性和完整性承本公司董事会及全体董事保证本公告内容不存在任何虚假记载、误导性陈述或者重大遗漏，并对其内容的真实性、准确性和完整性承: [231, 1616, 425, 1651]
- paragraph: 本公司董事会及全体董事保证本公告内容不存在任何虚假记载、误导性陈述或者重大遗漏，并对其内容的真实性、准确性和完整性承本公司董事会及全体董事保证本公告内容不存在任何虚假记载、误导性陈述或者重大遗漏，并对其内容的真实性、准确性和完整性承本公司董事会及全体董事保证本公告内容不存在任何虚假记载、误导性陈述或者重大遗漏，并对其内容的真实性、准确性和完整性承本公司董事会及全体董事保证本公告内容不存在任何虚假记载、误导性陈述或者重大遗漏，并对其内容的真实性、准确性和完整性承: [633, 83, 827, 112]
- paragraph: 本公司董事会及全体董事保证本公告内容不存在任何虚假记载、误导性陈述或者重大遗漏，并对其内容的真实性、准确性和完整性承本公司董事会及全体董事保证本公告内容不存在任何虚假记载、误导性陈述或者重大遗漏，并对其内容的真实性、准确性和完整性承本公司董事会及全体董事保证本公告内容不存在任何虚假记载、误导性陈述或者重大遗漏，并对其内容的真实性、准确性和完整性承本公司董事会及全体董事保证本公告内容不存在任何虚假记载、误导性陈述或者重大遗漏，并对其内容的真实性、准确性和完整性承本公司董事会及全体董事保证本公告内容不存在任何虚假记载、误导性陈述或者重大遗漏，并对其内容的真实性、准确性和完整性承: [425, 245, 619, 280]
- paragraph: 本公司董事会及全体董事保证本公告内容不存在任何虚假记载、误导性陈述或者重大遗漏，并对其内容的真实性、准确性和完整性承本公司董事会及全体董事保证本公告内容不存在任何虚假记载、误导性陈述或者重大遗漏，并对其内容的真实性、准确性和完整性承本公司董事会及全体董事保证本公告内容不存在任何虚假记载、误导性陈述或者重大遗漏，并对其内容的真实性、准确性和完整性承本公司董事会及全体董事保证本公告内容不存在任何虚假记载、误导性陈述或者重大遗漏，并对其内容的真实性、准确性和完整性承: [633, 942, 827, 971]
- body-text-block: [633, 1238, 827, 1625]
- paragraph: 本公司董事会及全体董事保证本公告内容不存在任何虚假记载、误导性陈述或者重大遗漏，并对其内容的真实性、准确性和完整性承本公司董事会及全体董事保证本公告内容不存在任何虚假记载、误导性陈述或者重大遗漏，并对其内容的真实性、准确性和完整性承本公司董事会及全体董事保证本公告内容不存在任何虚假记载、误导性陈述或者重大遗漏，并对其内容的真实性、准确性和完整性承本公司董事会及全体董事保证本公告内容不存在任何虚假记载、误导性陈述或者重大遗漏，并对其内容的真实性、准确性和完整性承本公司董事会及全体董事保证本公告内容不存在任何虚假记载、误导性陈述或者重大遗漏，并对其内容的真实性、准确性和完整性承: [20, 1461, 214, 1496]
- paragraph: 本公司董事会及全体董事保证本公告内容不存在任何虚假记载、误导性陈述或者重大遗漏，并对其内容的真实性、准确性和完整性承本公司董事会及全体董事保证本公告内容不存在任何虚假记载、误导性陈述或者重大遗漏，并对其内容的真实性、准确性和完整性承本公司董事会及全体董事保证本公告内容不存在任何虚假记载、误导性陈述或者重大遗漏，并对其内容的真实性、准确性和完整性承本公司董事会及全体董事保证本公告内容不存在任何虚假记载、误导性陈述或者重大遗漏，并对其内容的真实性、准确性和完整性承: [425, 1002, 619, 1031]
- masthead: [0, 0, 857, 43]
- paragraph: 本公司董事会及全体董事保证本公告内容不存在任何虚假记载、误导性陈述或者重大遗漏，并对其内容的真实性、准确性和完整性承本公司董事会及全体董事保证本公告内容不存在任何虚假记载、误导性陈述或者重大遗漏，并对其内容的真实性、准确性和完整性承本公司董事会及全体董事保证本公告内容不存在任何虚假记载、误导性陈述或者重大遗漏，并对其内容的真实性、准确性和完整性承本公司董事会及全体董事保证本公告内容不存在任何虚假记载、误导性陈述或者重大遗漏，并对其内容的真实性、准确性和完整性承本公司董事会及全体董事保证本公告内容不存在任何虚假记载、误导性陈述或者重大遗漏，并对其内容的真实性、准确性和完整性承: [231, 1967, 425, 2002]
- paragraph: 本公司董事会及全体董事保证本公告内容不存在任何虚假记载、误导性陈述或者重大遗漏，并对其内容的真实性、准确性和完整性承本公司董事会及全体董事保证本公告内容不存在任何虚假记载、误导性陈述或者重大遗漏，并对其内容的真实性、准确性和完整性承本公司董事会及全体董事保证本公告内容不存在任何虚假记载、误导性陈述或者重大遗漏，并对其内容的真实性、准确性和完整性承本公司董事会及全体董事保证本公告内容不存在任何虚假记载、误导性陈述或者重大遗漏，并对其内容的真实性、准确性和完整性承: [425, 579, 619, 608]
